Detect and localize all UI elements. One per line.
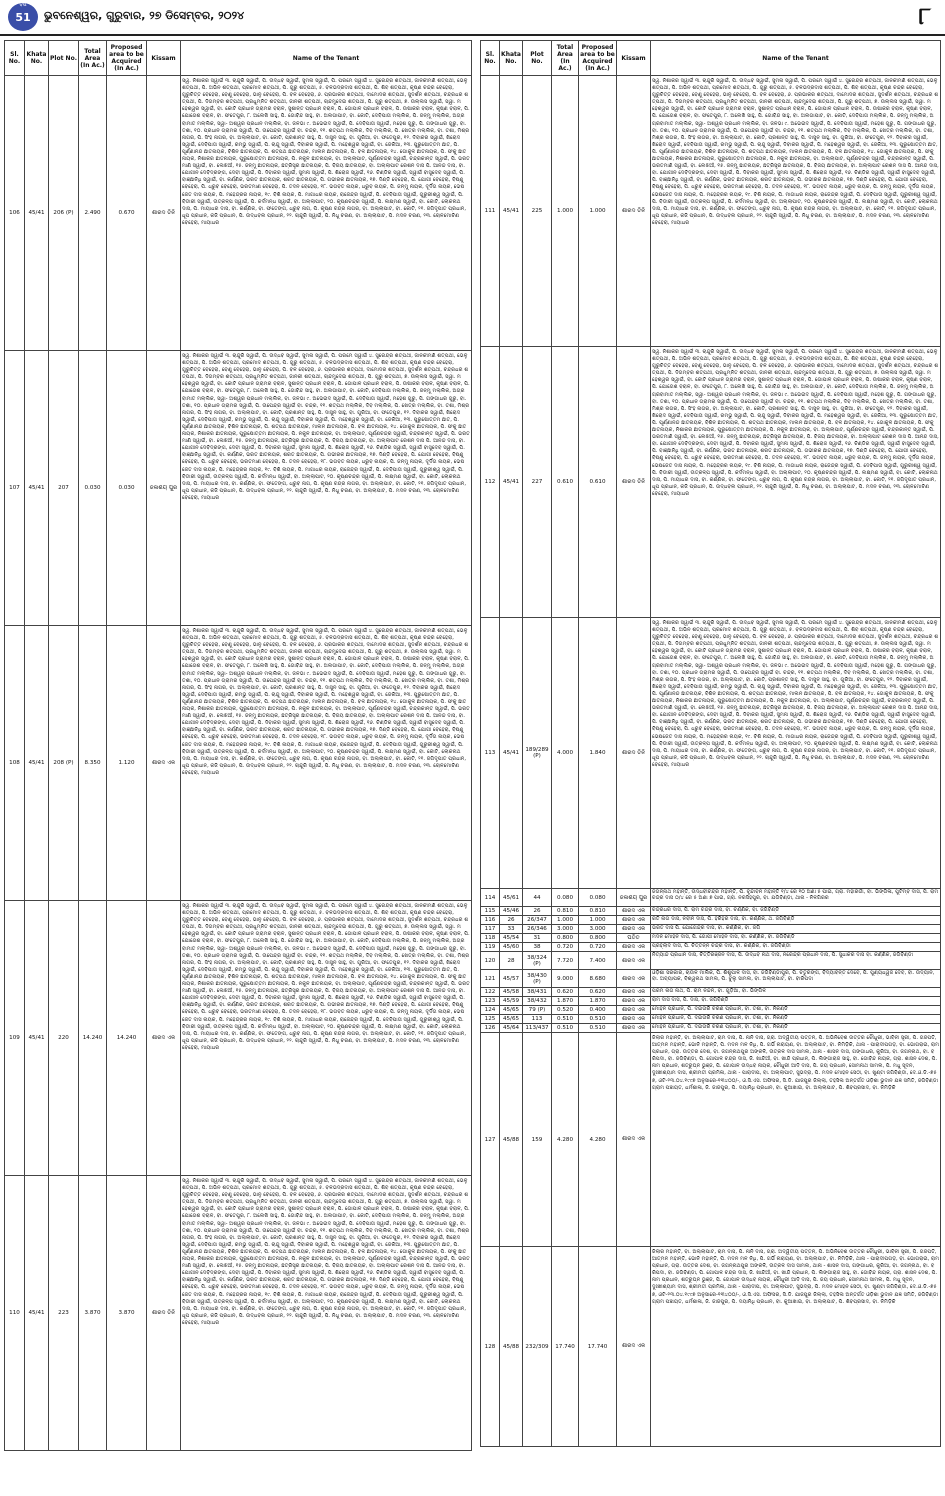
cell-total-area: 4.280 — [552, 1033, 579, 1247]
left-table-header — [5, 41, 472, 76]
table-row — [481, 952, 941, 970]
cell-sl: 111 — [481, 76, 500, 347]
cell-plot: 159 — [523, 1033, 552, 1247]
cell-khata: 33 — [500, 925, 523, 934]
table-row — [481, 1247, 941, 1447]
col-khata: Khata No. — [25, 41, 49, 76]
cell-proposed-area: 3.000 — [579, 925, 617, 934]
cell-sl: 123 — [481, 997, 500, 1006]
cell-sl: 109 — [5, 901, 25, 1176]
table-row — [481, 907, 941, 916]
cell-proposed-area: 4.280 — [579, 1033, 617, 1247]
table-row — [481, 1006, 941, 1015]
cell-proposed-area: 1.000 — [579, 916, 617, 925]
col-khata: Khata No. — [500, 41, 523, 76]
cell-tenant: ସ୍ୱ. ନିଶାକର ସ୍ୱାଇଁ ୩. ଚାନ୍ଦୁରି ସ୍ୱାଇଁ, ପି. ଉଦ୍ଧବ ସ୍ୱାଇଁ, ସୁମନା ସ୍ୱାଇଁ, ପି. ପରମେ ସ୍ୱାଇଁ ୪. ସୁରେନ୍ଦ୍ର ଶତ୍ପଥୀ, ଜାନକୀମଣି ଶତ୍ପଥୀ, ଭେଳୁ ଶତ୍ପଥୀ, ପି. ଅଭିନ ଶତ୍ପଥୀ, ପ୍ରମୋଦ ଶତ୍ପଥୀ, ପି. ଗୁରୁ ଶତ୍ପଥୀ, ୫. ବଳଭଦ୍ରଦାସ ଶତ୍ପଥୀ, ପି. ଶିବ ଶତ୍ପଥୀ, କୃଷ୍ଣ ଚନ୍ଦ୍ର ବେହେରା, ଗୁରୁଚିତ୍ତ ବେହେରା, ବେଣୁ ବେହେରା, ଭାନୁ ବେହେରା, ପି. ବଳ ବେହେରା, ୬. ପ୍ରଭାକର ଶତ୍ପଥୀ, ଦାମୋଦର ଶତ୍ପଥୀ, ସୁଦର୍ଶନ ଶତ୍ପଥୀ, ଚନ୍ଦ୍ରଧର ଶତ୍ପଥୀ, ପି. ଦିଗମ୍ବର ଶତ୍ପଥୀ, ପ୍ରଧୁମ୍ନିତ ଶତ୍ପଥୀ, ଜାନକୀ ଶତ୍ପଥୀ, ଚାନ୍ଦମୁଦେଇ ଶତ୍ପଥୀ, ପି. ଗୁରୁ ଶତ୍ପଥୀ, ୭. ଉଲ୍ଲସ ସ୍ୱାଇଁ, ସ୍ୱା. ମହେଶ୍ୱର ସ୍ୱାଇଁ, ବା. କୋଟି ପ୍ରଧାନ ଗ୍ରାମର ବରାଳ, ସୁଶାନ୍ତ ପ୍ରଧାନ ବରାଳ, ପି. ଗୋପାଳ ପ୍ରଧାନ ବରାଳ, ପି. ଉଷାକର ବରାଳ, କୃଷ୍ଣ ବରାଳ, ପି. ଯୋଗେଶ ବରାଳ, ବା. ଫତେପୁର, ୮. ଅଲେଖି ସାହୁ, ପି. ଗୋବିନ୍ଦ ସାହୁ, ବା. ଅଲଗାପାଟ, ବା. କୋଟି, ଦେବିପାତା ମଲ୍ଲିକ, ପି. ଜନ୍ମୁ ମଲ୍ଲିକ, ଅଗ୍ରବାମାତ ମଲ୍ଲିକ, ସ୍ୱା- ଅଶ୍ୱର ପ୍ରଧାନ ମଲ୍ଲିକ, ବା. ଜଳଭା ୯. ଅଭେଇଦ ସ୍ୱାଇଁ, ପି. ଦେବିପାତା ସ୍ୱାଇଁ, ମହେଶ ଗୁରୁ, ପି. ଗଙ୍ଗାଧର ଗୁରୁ, ବା. ତଶା, ୧୦. ପ୍ରଧାନ ଗ୍ରାମର ସ୍ୱାଇଁ, ପି. ଉପେନ୍ଦ୍ର ସ୍ୱାଇଁ ବା. ଚନ୍ଦ୍ର, ୧୧. ଶତ୍ପଥ ମଲ୍ଲିକ, ଦିବ ମଲ୍ଲିକ, ପି. ଖେତ୍ର ମଲ୍ଲିକ, ବା. ତଶା, ମିଶ୍ର ନାଗର, ପି. ସିଂହ ନାଗର, ବା. ଅଲ୍ଲାପାଟ, ବା. କୋଟି, ପ୍ରଶାନ୍ତ ସାହୁ, ପି. ଦାସୁନ ସାହୁ, ବା. ଗୁରିଆ, ବା. ଫତେପୁର, ୧୨. ଦିବାକର ସ୍ୱାଇଁ, ଖିରୋଦ ସ୍ୱାଇଁ, ଦେବିପାତା ସ୍ୱାଇଁ, ରମ୍ଭୁ ସ୍ୱାଇଁ, ପି. ଚାନ୍ଦୁ ସ୍ୱାଇଁ, ଦିବାକର ସ୍ୱାଇଁ, ପି. ମହେଶ୍ୱର ସ୍ୱାଇଁ, ବା. ଜେକିଆ, ୧୩. ପୁରୁଷୋତ୍ତମ ଛାତ, ପି. ପୂର୍ଣ୍ଣାନନ୍ଦ ଛାତନାୟକ, ବିଶିନ ଛାତନାୟକ, ପି. ଶତ୍ପଥ ଛାତନାୟକ, ମାଲନ ଛାତନାୟକ, ପି. ବଳ ଛାତନାୟକ, ୧୪. ଗୋକୁଳ ଛାତନାୟକ, ପି. ଫକୁ ଛାତନାୟକ, ନିଶାକର ଛାତନାୟକ, ପୁରୁଷୋତ୍ତମ ଛାତନାୟକ, ପି. ନକୁଳ ଛାତନାୟକ, ବା. ଅଲ୍ଲାପାଟ, ପୂର୍ଣ୍ଣଚନ୍ଦ୍ର ସ୍ୱାଇଁ, ଚନ୍ଦ୍ରକାନ୍ତ ସ୍ୱାଇଁ, ପି. ଭରତମାଣି ସ୍ୱାଇଁ, ବା. ଲେଝିଆଁ, ୧୫. ଜନ୍ମୁ ଛାତନାୟକ, ଛତ୍ରିସ୍ତ୍ର ଛାତନାୟକ, ପି. ବିଜୟ ଛାତନାୟକ, ବା. ଅଲ୍ଲାପାଟ ରେଶନ ଦାସ ପି. ଆନନ୍ଦ ଦାସ, ବା. ଯୋଗୀନ ଦେବିଦ୍ରଙ୍ଗ, ଦେବୀ ସ୍ୱାଇଁ, ପି. ଦିବାକର ସ୍ୱାଇଁ, ସୁମନା ସ୍ୱାଇଁ, ପି. ଶିରୋଜ ସ୍ୱାଇଁ, ୧୬. ଚିଣ୍ଡିର ସ୍ୱାଇଁ, ସ୍ୱାଇଁ ବାସୁଦେବ ସ୍ୱାଇଁ, ପି. ବାଞ୍ଛାନିଧି ସ୍ୱାଇଁ, ବା. କର୍ଣ୍ଣିକ, ଭରତ ଛାତନାୟକ, ଶରତ ଛାତନାୟକ, ପି. ଗଭୀରକ ଛାତନାୟକ, ୧୭. ଦିଣ୍ଡି ବେହେରା, ପି. ଯୋଗୀ ବେହେରା, ବିଷ୍ଣୁ ବେହେରା, ପି. ଧ୍ରୁବ ବେହେରା, ଭରତମାଣ ବେହେରା, ପି. ତଦନ ବେହେରା, ୧୮. ଭଗବତ ନାୟକ, ଧ୍ରୁବ ନାୟକ, ପି. ଜନ୍ମୁ ନାୟକ, ଦୂର୍ଦିଗ ନାୟକ, ଭେଷଜେତ ଦାସ ନାୟକ, ପି. ମହେନ୍ଦ୍ରର ନାୟକ, ୧୯. ବିଶି ନାୟକ, ପି. ମାଗାଧର ନାୟକ, ରାଜେନ୍ଦ୍ର ସ୍ୱାଇଁ, ପି. ଦେବିପାତା ସ୍ୱାଇଁ, ଗୁରୁରୀଶ୍ୱ ସ୍ୱାଇଁ, ପି. ବିଡାରୀ ସ୍ୱାଇଁ, ଉତ୍କଳ୍ପ ସ୍ୱାଇଁ, ପି. କର୍ଦମନ୍ଧ ସ୍ୱାଇଁ, ବା. ଅଲ୍ଲାପାଟ, ୨୦. କୃଷ୍ଣଚନ୍ଦ୍ର ସ୍ୱାଇଁ, ପି. ଲକ୍ଷ୍ମଣ ସ୍ୱାଇଁ, ବା. କୋଟି, ଲୋକନାଥ ଦାସ, ପି. ମାୟାଧର ଦାସ, ବା. କର୍ଣ୍ଣିକ, ବା. ଫତେଙ୍ଗ, ଧ୍ରୁବ ନାଗ, ପି. କୃଷ୍ଣ ଚନ୍ଦ୍ର ନାଗର, ବା. ଅଲ୍ଲାପାଟ, ବା. କୋଟି, ୨୧. ଜଗିଦୃପାତ ପ୍ରଧାନ, ଧୂପ ପ୍ରଧାନ, କଜି ପ୍ରଧାନ, ପି. ଉଦ୍ଧବଲ ପ୍ରଧାନ, ୨୨. ଚାନ୍ଦୁରି ସ୍ୱାଇଁ, ପି. ନିଧୁ ଚରଣ, ବା. ଅଲ୍ଲାପାଟ, ପି. ମଦନ ଚରଣ, ୨୩. ଚୋଳମୋଚିଣ ବେହେରା, ମାୟାଧର — [181, 1176, 472, 1451]
cell-total-area: 0.510 — [552, 1015, 579, 1024]
cell-total-area: 0.620 — [552, 988, 579, 997]
cell-tenant: ମୋହନ ପ୍ରଧାନ, ପି. ଦଇତାରି ଚରଣ ପ୍ରଧାନ, ବା. ତଶା, ବା. ନିକଣ୍ଡି — [651, 1006, 941, 1015]
cell-sl: 126 — [481, 1024, 500, 1033]
table-row — [481, 916, 941, 925]
cell-khata: 45/58 — [500, 988, 523, 997]
table-row — [481, 1033, 941, 1247]
cell-tenant: ରତି ନାଗ ଦାସ, ନବୀନ ଦାସ, ପି. ହରିହର ଦାସ, ବା. କର୍ଣ୍ଣିକ, ଥ. ଜଗିବିଣ୍ଡି — [651, 916, 941, 925]
col-kissam: Kissam — [147, 41, 181, 76]
cell-proposed-area: 0.510 — [579, 1015, 617, 1024]
cell-plot: 26/346 — [523, 925, 552, 934]
cell-total-area: 2.490 — [79, 76, 107, 351]
table-row — [5, 351, 472, 626]
cell-plot: 38/430 (P) — [523, 970, 552, 988]
cell-kissam: ଶାରଦ ଏକ — [617, 925, 651, 934]
cell-plot: 38/432 — [523, 997, 552, 1006]
cell-proposed-area: 8.680 — [579, 970, 617, 988]
cell-tenant: ମୋହନ ପ୍ରଧାନ, ପି. ଦଇତାରି ଚରଣ ପ୍ରଧାନ, ବା. ତଶା, ବା. ନିକଣ୍ଡି — [651, 1015, 941, 1024]
cell-total-area: 4.000 — [552, 618, 579, 889]
logo-label: ବର୍ଷ — [19, 2, 27, 8]
col-proposed-area: Proposed area to be Acquired (In Ac.) — [579, 41, 617, 76]
cell-kissam: ଶାରଦ ଏକ — [617, 943, 651, 952]
right-table-header — [481, 41, 941, 76]
table-row — [481, 1015, 941, 1024]
cell-sl: 115 — [481, 907, 500, 916]
cell-khata: 45/64 — [500, 1024, 523, 1033]
cell-proposed-area: 1.120 — [107, 626, 147, 901]
cell-total-area: 9.000 — [552, 970, 579, 988]
cell-plot: 38 — [523, 943, 552, 952]
cell-khata: 45/41 — [25, 351, 49, 626]
cell-total-area: 0.610 — [552, 347, 579, 618]
cell-sl: 119 — [481, 943, 500, 952]
cell-kissam: ଜଳାଶୟ ପୁର — [147, 351, 181, 626]
left-column — [4, 40, 472, 1451]
cell-sl: 118 — [481, 934, 500, 943]
cell-sl: 108 — [5, 626, 25, 901]
cell-tenant: ନିତ୍ୟାନ୍ଦ ପ୍ରଧାନ ଦାସ, ଚିତ୍ତିରଞ୍ଜନ ଦାସ, ପି. ଉଦ୍ଧବ ନାଥ ଦାସ, ନରେନ୍ଦ୍ର ପ୍ରଧାନ ଦାସ, ପି. ସୁଧାକର ଦାସ ବା. କର୍ଣ୍ଣିକ, ଜଗିବିଣ୍ଡା — [651, 952, 941, 970]
cell-tenant: ପରମ ନାଗ ନାଥ, ପି. ରାମ ନନ୍ଦନ, ବା. ଗୁଡ଼ିଆ, ବା. ଭିଙ୍ଗିଳ — [651, 988, 941, 997]
cell-total-area: 7.720 — [552, 952, 579, 970]
cell-kissam: ଶାରଦ ଏକ — [617, 952, 651, 970]
cell-kissam: ଶାରଦ ତିନି — [617, 76, 651, 347]
cell-khata: 45/60 — [500, 943, 523, 952]
cell-sl: 110 — [5, 1176, 25, 1451]
table-row — [481, 1024, 941, 1033]
cell-sl: 114 — [481, 889, 500, 907]
cell-total-area: 0.720 — [552, 943, 579, 952]
cell-total-area: 3.870 — [79, 1176, 107, 1451]
left-table — [4, 40, 472, 1451]
cell-kissam: ଶାରଦ ଏକ — [617, 1247, 651, 1447]
cell-kissam: ଶାରଦ ଏକ — [617, 997, 651, 1006]
cell-plot: 113 — [523, 1015, 552, 1024]
table-row — [481, 934, 941, 943]
cell-proposed-area: 3.870 — [107, 1176, 147, 1451]
cell-khata: 45/41 — [500, 347, 523, 618]
col-plot: Plot No. — [49, 41, 79, 76]
col-tenant: Name of the Tenant — [181, 41, 472, 76]
cell-khata: 45/59 — [500, 997, 523, 1006]
cell-kissam: ଶାରଦ ଏକ — [617, 988, 651, 997]
cell-khata: 28 — [500, 952, 523, 970]
table-row — [5, 1176, 472, 1451]
cell-tenant: ଚନ୍ଦ୍ରଧର ଦାସ, ପି. ରାମ ଚନ୍ଦ୍ର ଦାସ, ବା. ଚର୍ଣ୍ଣିକ, ବା. ଜଗିବିଣ୍ଡି — [651, 907, 941, 916]
cell-proposed-area: 0.620 — [579, 988, 617, 997]
cell-plot: 44 — [523, 889, 552, 907]
cell-khata: 45/41 — [25, 901, 49, 1176]
table-row — [5, 76, 472, 351]
cell-kissam: ଶାରଦ ତିନି — [617, 618, 651, 889]
cell-proposed-area: 0.610 — [579, 347, 617, 618]
cell-total-area: 0.080 — [552, 889, 579, 907]
table-row — [481, 889, 941, 907]
cell-total-area: 1.000 — [552, 916, 579, 925]
cell-tenant: ସ୍ୱ. ନିଶାକର ସ୍ୱାଇଁ ୩. ଚାନ୍ଦୁରି ସ୍ୱାଇଁ, ପି. ଉଦ୍ଧବ ସ୍ୱାଇଁ, ସୁମନା ସ୍ୱାଇଁ, ପି. ପରମେ ସ୍ୱାଇଁ ୪. ସୁରେନ୍ଦ୍ର ଶତ୍ପଥୀ, ଜାନକୀମଣି ଶତ୍ପଥୀ, ଭେଳୁ ଶତ୍ପଥୀ, ପି. ଅଭିନ ଶତ୍ପଥୀ, ପ୍ରମୋଦ ଶତ୍ପଥୀ, ପି. ଗୁରୁ ଶତ୍ପଥୀ, ୫. ବଳଭଦ୍ରଦାସ ଶତ୍ପଥୀ, ପି. ଶିବ ଶତ୍ପଥୀ, କୃଷ୍ଣ ଚନ୍ଦ୍ର ବେହେରା, ଗୁରୁଚିତ୍ତ ବେହେରା, ବେଣୁ ବେହେରା, ଭାନୁ ବେହେରା, ପି. ବଳ ବେହେରା, ୬. ପ୍ରଭାକର ଶତ୍ପଥୀ, ଦାମୋଦର ଶତ୍ପଥୀ, ସୁଦର୍ଶନ ଶତ୍ପଥୀ, ଚନ୍ଦ୍ରଧର ଶତ୍ପଥୀ, ପି. ଦିଗମ୍ବର ଶତ୍ପଥୀ, ପ୍ରଧୁମ୍ନିତ ଶତ୍ପଥୀ, ଜାନକୀ ଶତ୍ପଥୀ, ଚାନ୍ଦମୁଦେଇ ଶତ୍ପଥୀ, ପି. ଗୁରୁ ଶତ୍ପଥୀ, ୭. ଉଲ୍ଲସ ସ୍ୱାଇଁ, ସ୍ୱା. ମହେଶ୍ୱର ସ୍ୱାଇଁ, ବା. କୋଟି ପ୍ରଧାନ ଗ୍ରାମର ବରାଳ, ସୁଶାନ୍ତ ପ୍ରଧାନ ବରାଳ, ପି. ଗୋପାଳ ପ୍ରଧାନ ବରାଳ, ପି. ଉଷାକର ବରାଳ, କୃଷ୍ଣ ବରାଳ, ପି. ଯୋଗେଶ ବରାଳ, ବା. ଫତେପୁର, ୮. ଅଲେଖି ସାହୁ, ପି. ଗୋବିନ୍ଦ ସାହୁ, ବା. ଅଲଗାପାଟ, ବା. କୋଟି, ଦେବିପାତା ମଲ୍ଲିକ, ପି. ଜନ୍ମୁ ମଲ୍ଲିକ, ଅଗ୍ରବାମାତ ମଲ୍ଲିକ, ସ୍ୱା- ଅଶ୍ୱର ପ୍ରଧାନ ମଲ୍ଲିକ, ବା. ଜଳଭା ୯. ଅଭେଇଦ ସ୍ୱାଇଁ, ପି. ଦେବିପାତା ସ୍ୱାଇଁ, ମହେଶ ଗୁରୁ, ପି. ଗଙ୍ଗାଧର ଗୁରୁ, ବା. ତଶା, ୧୦. ପ୍ରଧାନ ଗ୍ରାମର ସ୍ୱାଇଁ, ପି. ଉପେନ୍ଦ୍ର ସ୍ୱାଇଁ ବା. ଚନ୍ଦ୍ର, ୧୧. ଶତ୍ପଥ ମଲ୍ଲିକ, ଦିବ ମଲ୍ଲିକ, ପି. ଖେତ୍ର ମଲ୍ଲିକ, ବା. ତଶା, ମିଶ୍ର ନାଗର, ପି. ସିଂହ ନାଗର, ବା. ଅଲ୍ଲାପାଟ, ବା. କୋଟି, ପ୍ରଶାନ୍ତ ସାହୁ, ପି. ଦାସୁନ ସାହୁ, ବା. ଗୁରିଆ, ବା. ଫତେପୁର, ୧୨. ଦିବାକର ସ୍ୱାଇଁ, ଖିରୋଦ ସ୍ୱାଇଁ, ଦେବିପାତା ସ୍ୱାଇଁ, ରମ୍ଭୁ ସ୍ୱାଇଁ, ପି. ଚାନ୍ଦୁ ସ୍ୱାଇଁ, ଦିବାକର ସ୍ୱାଇଁ, ପି. ମହେଶ୍ୱର ସ୍ୱାଇଁ, ବା. ଜେକିଆ, ୧୩. ପୁରୁଷୋତ୍ତମ ଛାତ, ପି. ପୂର୍ଣ୍ଣାନନ୍ଦ ଛାତନାୟକ, ବିଶିନ ଛାତନାୟକ, ପି. ଶତ୍ପଥ ଛାତନାୟକ, ମାଲନ ଛାତନାୟକ, ପି. ବଳ ଛାତନାୟକ, ୧୪. ଗୋକୁଳ ଛାତନାୟକ, ପି. ଫକୁ ଛାତନାୟକ, ନିଶାକର ଛାତନାୟକ, ପୁରୁଷୋତ୍ତମ ଛାତନାୟକ, ପି. ନକୁଳ ଛାତନାୟକ, ବା. ଅଲ୍ଲାପାଟ, ପୂର୍ଣ୍ଣଚନ୍ଦ୍ର ସ୍ୱାଇଁ, ଚନ୍ଦ୍ରକାନ୍ତ ସ୍ୱାଇଁ, ପି. ଭରତମାଣି ସ୍ୱାଇଁ, ବା. ଲେଝିଆଁ, ୧୫. ଜନ୍ମୁ ଛାତନାୟକ, ଛତ୍ରିସ୍ତ୍ର ଛାତନାୟକ, ପି. ବିଜୟ ଛାତନାୟକ, ବା. ଅଲ୍ଲାପାଟ ରେଶନ ଦାସ ପି. ଆନନ୍ଦ ଦାସ, ବା. ଯୋଗୀନ ଦେବିଦ୍ରଙ୍ଗ, ଦେବୀ ସ୍ୱାଇଁ, ପି. ଦିବାକର ସ୍ୱାଇଁ, ସୁମନା ସ୍ୱାଇଁ, ପି. ଶିରୋଜ ସ୍ୱାଇଁ, ୧୬. ଚିଣ୍ଡିର ସ୍ୱାଇଁ, ସ୍ୱାଇଁ ବାସୁଦେବ ସ୍ୱାଇଁ, ପି. ବାଞ୍ଛାନିଧି ସ୍ୱାଇଁ, ବା. କର୍ଣ୍ଣିକ, ଭରତ ଛାତନାୟକ, ଶରତ ଛାତନାୟକ, ପି. ଗଭୀରକ ଛାତନାୟକ, ୧୭. ଦିଣ୍ଡି ବେହେରା, ପି. ଯୋଗୀ ବେହେରା, ବିଷ୍ଣୁ ବେହେରା, ପି. ଧ୍ରୁବ ବେହେରା, ଭରତମାଣ ବେହେରା, ପି. ତଦନ ବେହେରା, ୧୮. ଭଗବତ ନାୟକ, ଧ୍ରୁବ ନାୟକ, ପି. ଜନ୍ମୁ ନାୟକ, ଦୂର୍ଦିଗ ନାୟକ, ଭେଷଜେତ ଦାସ ନାୟକ, ପି. ମହେନ୍ଦ୍ରର ନାୟକ, ୧୯. ବିଶି ନାୟକ, ପି. ମାଗାଧର ନାୟକ, ରାଜେନ୍ଦ୍ର ସ୍ୱାଇଁ, ପି. ଦେବିପାତା ସ୍ୱାଇଁ, ଗୁରୁରୀଶ୍ୱ ସ୍ୱାଇଁ, ପି. ବିଡାରୀ ସ୍ୱାଇଁ, ଉତ୍କଳ୍ପ ସ୍ୱାଇଁ, ପି. କର୍ଦମନ୍ଧ ସ୍ୱାଇଁ, ବା. ଅଲ୍ଲାପାଟ, ୨୦. କୃଷ୍ଣଚନ୍ଦ୍ର ସ୍ୱାଇଁ, ପି. ଲକ୍ଷ୍ମଣ ସ୍ୱାଇଁ, ବା. କୋଟି, ଲୋକନାଥ ଦାସ, ପି. ମାୟାଧର ଦାସ, ବା. କର୍ଣ୍ଣିକ, ବା. ଫତେଙ୍ଗ, ଧ୍ରୁବ ନାଗ, ପି. କୃଷ୍ଣ ଚନ୍ଦ୍ର ନାଗର, ବା. ଅଲ୍ଲାପାଟ, ବା. କୋଟି, ୨୧. ଜଗିଦୃପାତ ପ୍ରଧାନ, ଧୂପ ପ୍ରଧାନ, କଜି ପ୍ରଧାନ, ପି. ଉଦ୍ଧବଲ ପ୍ରଧାନ, ୨୨. ଚାନ୍ଦୁରି ସ୍ୱାଇଁ, ପି. ନିଧୁ ଚରଣ, ବା. ଅଲ୍ଲାପାଟ, ପି. ମଦନ ଚରଣ, ୨୩. ଚୋଳମୋଚିଣ ବେହେରା, ମାୟାଧର — [651, 347, 941, 618]
col-total-area: Total Area (In Ac.) — [552, 41, 579, 76]
cell-sl: 127 — [481, 1033, 500, 1247]
cell-kissam: ଶାରଦ ଏକ — [617, 1024, 651, 1033]
cell-proposed-area: 0.800 — [579, 934, 617, 943]
right-table — [480, 40, 941, 1447]
cell-plot: 208 (P) — [49, 626, 79, 901]
table-row — [481, 970, 941, 988]
cell-khata: 45/41 — [500, 618, 523, 889]
cell-kissam: ଶାରଦ ଏକ — [147, 626, 181, 901]
cell-plot: 225 — [523, 76, 552, 347]
cell-sl: 113 — [481, 618, 500, 889]
cell-khata: 45/41 — [500, 76, 523, 347]
cell-tenant: ସ୍ୱ. ନିଶାକର ସ୍ୱାଇଁ ୩. ଚାନ୍ଦୁରି ସ୍ୱାଇଁ, ପି. ଉଦ୍ଧବ ସ୍ୱାଇଁ, ସୁମନା ସ୍ୱାଇଁ, ପି. ପରମେ ସ୍ୱାଇଁ ୪. ସୁରେନ୍ଦ୍ର ଶତ୍ପଥୀ, ଜାନକୀମଣି ଶତ୍ପଥୀ, ଭେଳୁ ଶତ୍ପଥୀ, ପି. ଅଭିନ ଶତ୍ପଥୀ, ପ୍ରମୋଦ ଶତ୍ପଥୀ, ପି. ଗୁରୁ ଶତ୍ପଥୀ, ୫. ବଳଭଦ୍ରଦାସ ଶତ୍ପଥୀ, ପି. ଶିବ ଶତ୍ପଥୀ, କୃଷ୍ଣ ଚନ୍ଦ୍ର ବେହେରା, ଗୁରୁଚିତ୍ତ ବେହେରା, ବେଣୁ ବେହେରା, ଭାନୁ ବେହେରା, ପି. ବଳ ବେହେରା, ୬. ପ୍ରଭାକର ଶତ୍ପଥୀ, ଦାମୋଦର ଶତ୍ପଥୀ, ସୁଦର୍ଶନ ଶତ୍ପଥୀ, ଚନ୍ଦ୍ରଧର ଶତ୍ପଥୀ, ପି. ଦିଗମ୍ବର ଶତ୍ପଥୀ, ପ୍ରଧୁମ୍ନିତ ଶତ୍ପଥୀ, ଜାନକୀ ଶତ୍ପଥୀ, ଚାନ୍ଦମୁଦେଇ ଶତ୍ପଥୀ, ପି. ଗୁରୁ ଶତ୍ପଥୀ, ୭. ଉଲ୍ଲସ ସ୍ୱାଇଁ, ସ୍ୱା. ମହେଶ୍ୱର ସ୍ୱାଇଁ, ବା. କୋଟି ପ୍ରଧାନ ଗ୍ରାମର ବରାଳ, ସୁଶାନ୍ତ ପ୍ରଧାନ ବରାଳ, ପି. ଗୋପାଳ ପ୍ରଧାନ ବରାଳ, ପି. ଉଷାକର ବରାଳ, କୃଷ୍ଣ ବରାଳ, ପି. ଯୋଗେଶ ବରାଳ, ବା. ଫତେପୁର, ୮. ଅଲେଖି ସାହୁ, ପି. ଗୋବିନ୍ଦ ସାହୁ, ବା. ଅଲଗାପାଟ, ବା. କୋଟି, ଦେବିପାତା ମଲ୍ଲିକ, ପି. ଜନ୍ମୁ ମଲ୍ଲିକ, ଅଗ୍ରବାମାତ ମଲ୍ଲିକ, ସ୍ୱା- ଅଶ୍ୱର ପ୍ରଧାନ ମଲ୍ଲିକ, ବା. ଜଳଭା ୯. ଅଭେଇଦ ସ୍ୱାଇଁ, ପି. ଦେବିପାତା ସ୍ୱାଇଁ, ମହେଶ ଗୁରୁ, ପି. ଗଙ୍ଗାଧର ଗୁରୁ, ବା. ତଶା, ୧୦. ପ୍ରଧାନ ଗ୍ରାମର ସ୍ୱାଇଁ, ପି. ଉପେନ୍ଦ୍ର ସ୍ୱାଇଁ ବା. ଚନ୍ଦ୍ର, ୧୧. ଶତ୍ପଥ ମଲ୍ଲିକ, ଦିବ ମଲ୍ଲିକ, ପି. ଖେତ୍ର ମଲ୍ଲିକ, ବା. ତଶା, ମିଶ୍ର ନାଗର, ପି. ସିଂହ ନାଗର, ବା. ଅଲ୍ଲାପାଟ, ବା. କୋଟି, ପ୍ରଶାନ୍ତ ସାହୁ, ପି. ଦାସୁନ ସାହୁ, ବା. ଗୁରିଆ, ବା. ଫତେପୁର, ୧୨. ଦିବାକର ସ୍ୱାଇଁ, ଖିରୋଦ ସ୍ୱାଇଁ, ଦେବିପାତା ସ୍ୱାଇଁ, ରମ୍ଭୁ ସ୍ୱାଇଁ, ପି. ଚାନ୍ଦୁ ସ୍ୱାଇଁ, ଦିବାକର ସ୍ୱାଇଁ, ପି. ମହେଶ୍ୱର ସ୍ୱାଇଁ, ବା. ଜେକିଆ, ୧୩. ପୁରୁଷୋତ୍ତମ ଛାତ, ପି. ପୂର୍ଣ୍ଣାନନ୍ଦ ଛାତନାୟକ, ବିଶିନ ଛାତନାୟକ, ପି. ଶତ୍ପଥ ଛାତନାୟକ, ମାଲନ ଛାତନାୟକ, ପି. ବଳ ଛାତନାୟକ, ୧୪. ଗୋକୁଳ ଛାତନାୟକ, ପି. ଫକୁ ଛାତନାୟକ, ନିଶାକର ଛାତନାୟକ, ପୁରୁଷୋତ୍ତମ ଛାତନାୟକ, ପି. ନକୁଳ ଛାତନାୟକ, ବା. ଅଲ୍ଲାପାଟ, ପୂର୍ଣ୍ଣଚନ୍ଦ୍ର ସ୍ୱାଇଁ, ଚନ୍ଦ୍ରକାନ୍ତ ସ୍ୱାଇଁ, ପି. ଭରତମାଣି ସ୍ୱାଇଁ, ବା. ଲେଝିଆଁ, ୧୫. ଜନ୍ମୁ ଛାତନାୟକ, ଛତ୍ରିସ୍ତ୍ର ଛାତନାୟକ, ପି. ବିଜୟ ଛାତନାୟକ, ବା. ଅଲ୍ଲାପାଟ ରେଶନ ଦାସ ପି. ଆନନ୍ଦ ଦାସ, ବା. ଯୋଗୀନ ଦେବିଦ୍ରଙ୍ଗ, ଦେବୀ ସ୍ୱାଇଁ, ପି. ଦିବାକର ସ୍ୱାଇଁ, ସୁମନା ସ୍ୱାଇଁ, ପି. ଶିରୋଜ ସ୍ୱାଇଁ, ୧୬. ଚିଣ୍ଡିର ସ୍ୱାଇଁ, ସ୍ୱାଇଁ ବାସୁଦେବ ସ୍ୱାଇଁ, ପି. ବାଞ୍ଛାନିଧି ସ୍ୱାଇଁ, ବା. କର୍ଣ୍ଣିକ, ଭରତ ଛାତନାୟକ, ଶରତ ଛାତନାୟକ, ପି. ଗଭୀରକ ଛାତନାୟକ, ୧୭. ଦିଣ୍ଡି ବେହେରା, ପି. ଯୋଗୀ ବେହେରା, ବିଷ୍ଣୁ ବେହେରା, ପି. ଧ୍ରୁବ ବେହେରା, ଭରତମାଣ ବେହେରା, ପି. ତଦନ ବେହେରା, ୧୮. ଭଗବତ ନାୟକ, ଧ୍ରୁବ ନାୟକ, ପି. ଜନ୍ମୁ ନାୟକ, ଦୂର୍ଦିଗ ନାୟକ, ଭେଷଜେତ ଦାସ ନାୟକ, ପି. ମହେନ୍ଦ୍ରର ନାୟକ, ୧୯. ବିଶି ନାୟକ, ପି. ମାଗାଧର ନାୟକ, ରାଜେନ୍ଦ୍ର ସ୍ୱାଇଁ, ପି. ଦେବିପାତା ସ୍ୱାଇଁ, ଗୁରୁରୀଶ୍ୱ ସ୍ୱାଇଁ, ପି. ବିଡାରୀ ସ୍ୱାଇଁ, ଉତ୍କଳ୍ପ ସ୍ୱାଇଁ, ପି. କର୍ଦମନ୍ଧ ସ୍ୱାଇଁ, ବା. ଅଲ୍ଲାପାଟ, ୨୦. କୃଷ୍ଣଚନ୍ଦ୍ର ସ୍ୱାଇଁ, ପି. ଲକ୍ଷ୍ମଣ ସ୍ୱାଇଁ, ବା. କୋଟି, ଲୋକନାଥ ଦାସ, ପି. ମାୟାଧର ଦାସ, ବା. କର୍ଣ୍ଣିକ, ବା. ଫତେଙ୍ଗ, ଧ୍ରୁବ ନାଗ, ପି. କୃଷ୍ଣ ଚନ୍ଦ୍ର ନାଗର, ବା. ଅଲ୍ଲାପାଟ, ବା. କୋଟି, ୨୧. ଜଗିଦୃପାତ ପ୍ରଧାନ, ଧୂପ ପ୍ରଧାନ, କଜି ପ୍ରଧାନ, ପି. ଉଦ୍ଧବଲ ପ୍ରଧାନ, ୨୨. ଚାନ୍ଦୁରି ସ୍ୱାଇଁ, ପି. ନିଧୁ ଚରଣ, ବା. ଅଲ୍ଲାପାଟ, ପି. ମଦନ ଚରଣ, ୨୩. ଚୋଳମୋଚିଣ ବେହେରା, ମାୟାଧର — [651, 618, 941, 889]
col-sl: Sl. No. — [5, 41, 25, 76]
cell-tenant: ସ୍ୱ. ନିଶାକର ସ୍ୱାଇଁ ୩. ଚାନ୍ଦୁରି ସ୍ୱାଇଁ, ପି. ଉଦ୍ଧବ ସ୍ୱାଇଁ, ସୁମନା ସ୍ୱାଇଁ, ପି. ପରମେ ସ୍ୱାଇଁ ୪. ସୁରେନ୍ଦ୍ର ଶତ୍ପଥୀ, ଜାନକୀମଣି ଶତ୍ପଥୀ, ଭେଳୁ ଶତ୍ପଥୀ, ପି. ଅଭିନ ଶତ୍ପଥୀ, ପ୍ରମୋଦ ଶତ୍ପଥୀ, ପି. ଗୁରୁ ଶତ୍ପଥୀ, ୫. ବଳଭଦ୍ରଦାସ ଶତ୍ପଥୀ, ପି. ଶିବ ଶତ୍ପଥୀ, କୃଷ୍ଣ ଚନ୍ଦ୍ର ବେହେରା, ଗୁରୁଚିତ୍ତ ବେହେରା, ବେଣୁ ବେହେରା, ଭାନୁ ବେହେରା, ପି. ବଳ ବେହେରା, ୬. ପ୍ରଭାକର ଶତ୍ପଥୀ, ଦାମୋଦର ଶତ୍ପଥୀ, ସୁଦର୍ଶନ ଶତ୍ପଥୀ, ଚନ୍ଦ୍ରଧର ଶତ୍ପଥୀ, ପି. ଦିଗମ୍ବର ଶତ୍ପଥୀ, ପ୍ରଧୁମ୍ନିତ ଶତ୍ପଥୀ, ଜାନକୀ ଶତ୍ପଥୀ, ଚାନ୍ଦମୁଦେଇ ଶତ୍ପଥୀ, ପି. ଗୁରୁ ଶତ୍ପଥୀ, ୭. ଉଲ୍ଲସ ସ୍ୱାଇଁ, ସ୍ୱା. ମହେଶ୍ୱର ସ୍ୱାଇଁ, ବା. କୋଟି ପ୍ରଧାନ ଗ୍ରାମର ବରାଳ, ସୁଶାନ୍ତ ପ୍ରଧାନ ବରାଳ, ପି. ଗୋପାଳ ପ୍ରଧାନ ବରାଳ, ପି. ଉଷାକର ବରାଳ, କୃଷ୍ଣ ବରାଳ, ପି. ଯୋଗେଶ ବରାଳ, ବା. ଫତେପୁର, ୮. ଅଲେଖି ସାହୁ, ପି. ଗୋବିନ୍ଦ ସାହୁ, ବା. ଅଲଗାପାଟ, ବା. କୋଟି, ଦେବିପାତା ମଲ୍ଲିକ, ପି. ଜନ୍ମୁ ମଲ୍ଲିକ, ଅଗ୍ରବାମାତ ମଲ୍ଲିକ, ସ୍ୱା- ଅଶ୍ୱର ପ୍ରଧାନ ମଲ୍ଲିକ, ବା. ଜଳଭା ୯. ଅଭେଇଦ ସ୍ୱାଇଁ, ପି. ଦେବିପାତା ସ୍ୱାଇଁ, ମହେଶ ଗୁରୁ, ପି. ଗଙ୍ଗାଧର ଗୁରୁ, ବା. ତଶା, ୧୦. ପ୍ରଧାନ ଗ୍ରାମର ସ୍ୱାଇଁ, ପି. ଉପେନ୍ଦ୍ର ସ୍ୱାଇଁ ବା. ଚନ୍ଦ୍ର, ୧୧. ଶତ୍ପଥ ମଲ୍ଲିକ, ଦିବ ମଲ୍ଲିକ, ପି. ଖେତ୍ର ମଲ୍ଲିକ, ବା. ତଶା, ମିଶ୍ର ନାଗର, ପି. ସିଂହ ନାଗର, ବା. ଅଲ୍ଲାପାଟ, ବା. କୋଟି, ପ୍ରଶାନ୍ତ ସାହୁ, ପି. ଦାସୁନ ସାହୁ, ବା. ଗୁରିଆ, ବା. ଫତେପୁର, ୧୨. ଦିବାକର ସ୍ୱାଇଁ, ଖିରୋଦ ସ୍ୱାଇଁ, ଦେବିପାତା ସ୍ୱାଇଁ, ରମ୍ଭୁ ସ୍ୱାଇଁ, ପି. ଚାନ୍ଦୁ ସ୍ୱାଇଁ, ଦିବାକର ସ୍ୱାଇଁ, ପି. ମହେଶ୍ୱର ସ୍ୱାଇଁ, ବା. ଜେକିଆ, ୧୩. ପୁରୁଷୋତ୍ତମ ଛାତ, ପି. ପୂର୍ଣ୍ଣାନନ୍ଦ ଛାତନାୟକ, ବିଶିନ ଛାତନାୟକ, ପି. ଶତ୍ପଥ ଛାତନାୟକ, ମାଲନ ଛାତନାୟକ, ପି. ବଳ ଛାତନାୟକ, ୧୪. ଗୋକୁଳ ଛାତନାୟକ, ପି. ଫକୁ ଛାତନାୟକ, ନିଶାକର ଛାତନାୟକ, ପୁରୁଷୋତ୍ତମ ଛାତନାୟକ, ପି. ନକୁଳ ଛାତନାୟକ, ବା. ଅଲ୍ଲାପାଟ, ପୂର୍ଣ୍ଣଚନ୍ଦ୍ର ସ୍ୱାଇଁ, ଚନ୍ଦ୍ରକାନ୍ତ ସ୍ୱାଇଁ, ପି. ଭରତମାଣି ସ୍ୱାଇଁ, ବା. ଲେଝିଆଁ, ୧୫. ଜନ୍ମୁ ଛାତନାୟକ, ଛତ୍ରିସ୍ତ୍ର ଛାତନାୟକ, ପି. ବିଜୟ ଛାତନାୟକ, ବା. ଅଲ୍ଲାପାଟ ରେଶନ ଦାସ ପି. ଆନନ୍ଦ ଦାସ, ବା. ଯୋଗୀନ ଦେବିଦ୍ରଙ୍ଗ, ଦେବୀ ସ୍ୱାଇଁ, ପି. ଦିବାକର ସ୍ୱାଇଁ, ସୁମନା ସ୍ୱାଇଁ, ପି. ଶିରୋଜ ସ୍ୱାଇଁ, ୧୬. ଚିଣ୍ଡିର ସ୍ୱାଇଁ, ସ୍ୱାଇଁ ବାସୁଦେବ ସ୍ୱାଇଁ, ପି. ବାଞ୍ଛାନିଧି ସ୍ୱାଇଁ, ବା. କର୍ଣ୍ଣିକ, ଭରତ ଛାତନାୟକ, ଶରତ ଛାତନାୟକ, ପି. ଗଭୀରକ ଛାତନାୟକ, ୧୭. ଦିଣ୍ଡି ବେହେରା, ପି. ଯୋଗୀ ବେହେରା, ବିଷ୍ଣୁ ବେହେରା, ପି. ଧ୍ରୁବ ବେହେରା, ଭରତମାଣ ବେହେରା, ପି. ତଦନ ବେହେରା, ୧୮. ଭଗବତ ନାୟକ, ଧ୍ରୁବ ନାୟକ, ପି. ଜନ୍ମୁ ନାୟକ, ଦୂର୍ଦିଗ ନାୟକ, ଭେଷଜେତ ଦାସ ନାୟକ, ପି. ମହେନ୍ଦ୍ରର ନାୟକ, ୧୯. ବିଶି ନାୟକ, ପି. ମାଗାଧର ନାୟକ, ରାଜେନ୍ଦ୍ର ସ୍ୱାଇଁ, ପି. ଦେବିପାତା ସ୍ୱାଇଁ, ଗୁରୁରୀଶ୍ୱ ସ୍ୱାଇଁ, ପି. ବିଡାରୀ ସ୍ୱାଇଁ, ଉତ୍କଳ୍ପ ସ୍ୱାଇଁ, ପି. କର୍ଦମନ୍ଧ ସ୍ୱାଇଁ, ବା. ଅଲ୍ଲାପାଟ, ୨୦. କୃଷ୍ଣଚନ୍ଦ୍ର ସ୍ୱାଇଁ, ପି. ଲକ୍ଷ୍ମଣ ସ୍ୱାଇଁ, ବା. କୋଟି, ଲୋକନାଥ ଦାସ, ପି. ମାୟାଧର ଦାସ, ବା. କର୍ଣ୍ଣିକ, ବା. ଫତେଙ୍ଗ, ଧ୍ରୁବ ନାଗ, ପି. କୃଷ୍ଣ ଚନ୍ଦ୍ର ନାଗର, ବା. ଅଲ୍ଲାପାଟ, ବା. କୋଟି, ୨୧. ଜଗିଦୃପାତ ପ୍ରଧାନ, ଧୂପ ପ୍ରଧାନ, କଜି ପ୍ରଧାନ, ପି. ଉଦ୍ଧବଲ ପ୍ରଧାନ, ୨୨. ଚାନ୍ଦୁରି ସ୍ୱାଇଁ, ପି. ନିଧୁ ଚରଣ, ବା. ଅଲ୍ଲାପାଟ, ପି. ମଦନ ଚରଣ, ୨୩. ଚୋଳମୋଚିଣ ବେହେରା, ମାୟାଧର — [181, 76, 472, 351]
cell-khata: 45/65 — [500, 1015, 523, 1024]
col-proposed-area: Proposed area to be Acquired (In Ac.) — [107, 41, 147, 76]
cell-total-area: 0.030 — [79, 351, 107, 626]
cell-sl: 128 — [481, 1247, 500, 1447]
table-row — [481, 618, 941, 889]
cell-tenant: ପ୍ରହ୍ଲାଦ ଦାସ, ପି. ଚିତ୍ତନ୍ନ ଚନ୍ଦ୍ର ଦାସ, ବା. କର୍ଣ୍ଣିକ, ବା. ଜଗିବିଣ୍ଡା — [651, 943, 941, 952]
newspaper-logo — [8, 3, 38, 31]
cell-total-area: 3.000 — [552, 925, 579, 934]
dateline: ଭୁବନେଶ୍ୱର, ଗୁରୁବାର, ୨୭ ଡିସେମ୍ବର, ୨୦୨୪ — [44, 9, 245, 22]
cell-total-area: 0.800 — [552, 934, 579, 943]
table-row — [481, 76, 941, 347]
cell-total-area: 0.510 — [552, 1024, 579, 1033]
cell-sl: 122 — [481, 988, 500, 997]
table-row — [481, 925, 941, 934]
cell-plot: 26 — [523, 907, 552, 916]
col-kissam: Kissam — [617, 41, 651, 76]
cell-total-area: 0.810 — [552, 907, 579, 916]
cell-khata: 45/88 — [500, 1247, 523, 1447]
cell-total-area: 1.000 — [552, 76, 579, 347]
cell-kissam: ଶାରଦ ଏକ — [617, 1033, 651, 1247]
cell-kissam: ଶାରଦ ଏକ — [147, 901, 181, 1176]
cell-kissam: ପତିତ — [617, 934, 651, 943]
cell-sl: 120 — [481, 952, 500, 970]
table-row — [481, 997, 941, 1006]
table-row — [5, 901, 472, 1176]
cell-kissam: ଶାରଦ ଏକ — [617, 916, 651, 925]
right-column — [480, 40, 941, 1447]
cell-khata: 45/61 — [500, 889, 523, 907]
cell-kissam: ଶାରଦ ତିନି — [147, 76, 181, 351]
cell-proposed-area: 1.000 — [579, 76, 617, 347]
cell-proposed-area: 1.840 — [579, 618, 617, 889]
col-sl: Sl. No. — [481, 41, 500, 76]
cell-tenant: ମଦନ ମୋହନ ଦାସ, ପି. ଗୋପୀ ମୋହନ ଦାସ, ବା. କର୍ଣ୍ଣିକ, ବା. ଜଗିବିଣ୍ଡି — [651, 934, 941, 943]
cell-sl: 106 — [5, 76, 25, 351]
cell-kissam: ଶାରଦ ତିନି — [147, 1176, 181, 1451]
cell-total-area: 8.350 — [79, 626, 107, 901]
cell-plot: 113/437 — [523, 1024, 552, 1033]
col-tenant: Name of the Tenant — [651, 41, 941, 76]
cell-tenant: ରାମ ଦାସ ଦାସ, ପି. ଦାସ, ବା. ଜଗିବିଣ୍ଡି — [651, 997, 941, 1006]
cell-plot: 26/347 — [523, 916, 552, 925]
cell-sl: 107 — [5, 351, 25, 626]
cell-plot: 220 — [49, 901, 79, 1176]
cell-tenant: ସ୍ୱ. ନିଶାକର ସ୍ୱାଇଁ ୩. ଚାନ୍ଦୁରି ସ୍ୱାଇଁ, ପି. ଉଦ୍ଧବ ସ୍ୱାଇଁ, ସୁମନା ସ୍ୱାଇଁ, ପି. ପରମେ ସ୍ୱାଇଁ ୪. ସୁରେନ୍ଦ୍ର ଶତ୍ପଥୀ, ଜାନକୀମଣି ଶତ୍ପଥୀ, ଭେଳୁ ଶତ୍ପଥୀ, ପି. ଅଭିନ ଶତ୍ପଥୀ, ପ୍ରମୋଦ ଶତ୍ପଥୀ, ପି. ଗୁରୁ ଶତ୍ପଥୀ, ୫. ବଳଭଦ୍ରଦାସ ଶତ୍ପଥୀ, ପି. ଶିବ ଶତ୍ପଥୀ, କୃଷ୍ଣ ଚନ୍ଦ୍ର ବେହେରା, ଗୁରୁଚିତ୍ତ ବେହେରା, ବେଣୁ ବେହେରା, ଭାନୁ ବେହେରା, ପି. ବଳ ବେହେରା, ୬. ପ୍ରଭାକର ଶତ୍ପଥୀ, ଦାମୋଦର ଶତ୍ପଥୀ, ସୁଦର୍ଶନ ଶତ୍ପଥୀ, ଚନ୍ଦ୍ରଧର ଶତ୍ପଥୀ, ପି. ଦିଗମ୍ବର ଶତ୍ପଥୀ, ପ୍ରଧୁମ୍ନିତ ଶତ୍ପଥୀ, ଜାନକୀ ଶତ୍ପଥୀ, ଚାନ୍ଦମୁଦେଇ ଶତ୍ପଥୀ, ପି. ଗୁରୁ ଶତ୍ପଥୀ, ୭. ଉଲ୍ଲସ ସ୍ୱାଇଁ, ସ୍ୱା. ମହେଶ୍ୱର ସ୍ୱାଇଁ, ବା. କୋଟି ପ୍ରଧାନ ଗ୍ରାମର ବରାଳ, ସୁଶାନ୍ତ ପ୍ରଧାନ ବରାଳ, ପି. ଗୋପାଳ ପ୍ରଧାନ ବରାଳ, ପି. ଉଷାକର ବରାଳ, କୃଷ୍ଣ ବରାଳ, ପି. ଯୋଗେଶ ବରାଳ, ବା. ଫତେପୁର, ୮. ଅଲେଖି ସାହୁ, ପି. ଗୋବିନ୍ଦ ସାହୁ, ବା. ଅଲଗାପାଟ, ବା. କୋଟି, ଦେବିପାତା ମଲ୍ଲିକ, ପି. ଜନ୍ମୁ ମଲ୍ଲିକ, ଅଗ୍ରବାମାତ ମଲ୍ଲିକ, ସ୍ୱା- ଅଶ୍ୱର ପ୍ରଧାନ ମଲ୍ଲିକ, ବା. ଜଳଭା ୯. ଅଭେଇଦ ସ୍ୱାଇଁ, ପି. ଦେବିପାତା ସ୍ୱାଇଁ, ମହେଶ ଗୁରୁ, ପି. ଗଙ୍ଗାଧର ଗୁରୁ, ବା. ତଶା, ୧୦. ପ୍ରଧାନ ଗ୍ରାମର ସ୍ୱାଇଁ, ପି. ଉପେନ୍ଦ୍ର ସ୍ୱାଇଁ ବା. ଚନ୍ଦ୍ର, ୧୧. ଶତ୍ପଥ ମଲ୍ଲିକ, ଦିବ ମଲ୍ଲିକ, ପି. ଖେତ୍ର ମଲ୍ଲିକ, ବା. ତଶା, ମିଶ୍ର ନାଗର, ପି. ସିଂହ ନାଗର, ବା. ଅଲ୍ଲାପାଟ, ବା. କୋଟି, ପ୍ରଶାନ୍ତ ସାହୁ, ପି. ଦାସୁନ ସାହୁ, ବା. ଗୁରିଆ, ବା. ଫତେପୁର, ୧୨. ଦିବାକର ସ୍ୱାଇଁ, ଖିରୋଦ ସ୍ୱାଇଁ, ଦେବିପାତା ସ୍ୱାଇଁ, ରମ୍ଭୁ ସ୍ୱାଇଁ, ପି. ଚାନ୍ଦୁ ସ୍ୱାଇଁ, ଦିବାକର ସ୍ୱାଇଁ, ପି. ମହେଶ୍ୱର ସ୍ୱାଇଁ, ବା. ଜେକିଆ, ୧୩. ପୁରୁଷୋତ୍ତମ ଛାତ, ପି. ପୂର୍ଣ୍ଣାନନ୍ଦ ଛାତନାୟକ, ବିଶିନ ଛାତନାୟକ, ପି. ଶତ୍ପଥ ଛାତନାୟକ, ମାଲନ ଛାତନାୟକ, ପି. ବଳ ଛାତନାୟକ, ୧୪. ଗୋକୁଳ ଛାତନାୟକ, ପି. ଫକୁ ଛାତନାୟକ, ନିଶାକର ଛାତନାୟକ, ପୁରୁଷୋତ୍ତମ ଛାତନାୟକ, ପି. ନକୁଳ ଛାତନାୟକ, ବା. ଅଲ୍ଲାପାଟ, ପୂର୍ଣ୍ଣଚନ୍ଦ୍ର ସ୍ୱାଇଁ, ଚନ୍ଦ୍ରକାନ୍ତ ସ୍ୱାଇଁ, ପି. ଭରତମାଣି ସ୍ୱାଇଁ, ବା. ଲେଝିଆଁ, ୧୫. ଜନ୍ମୁ ଛାତନାୟକ, ଛତ୍ରିସ୍ତ୍ର ଛାତନାୟକ, ପି. ବିଜୟ ଛାତନାୟକ, ବା. ଅଲ୍ଲାପାଟ ରେଶନ ଦାସ ପି. ଆନନ୍ଦ ଦାସ, ବା. ଯୋଗୀନ ଦେବିଦ୍ରଙ୍ଗ, ଦେବୀ ସ୍ୱାଇଁ, ପି. ଦିବାକର ସ୍ୱାଇଁ, ସୁମନା ସ୍ୱାଇଁ, ପି. ଶିରୋଜ ସ୍ୱାଇଁ, ୧୬. ଚିଣ୍ଡିର ସ୍ୱାଇଁ, ସ୍ୱାଇଁ ବାସୁଦେବ ସ୍ୱାଇଁ, ପି. ବାଞ୍ଛାନିଧି ସ୍ୱାଇଁ, ବା. କର୍ଣ୍ଣିକ, ଭରତ ଛାତନାୟକ, ଶରତ ଛାତନାୟକ, ପି. ଗଭୀରକ ଛାତନାୟକ, ୧୭. ଦିଣ୍ଡି ବେହେରା, ପି. ଯୋଗୀ ବେହେରା, ବିଷ୍ଣୁ ବେହେରା, ପି. ଧ୍ରୁବ ବେହେରା, ଭରତମାଣ ବେହେରା, ପି. ତଦନ ବେହେରା, ୧୮. ଭଗବତ ନାୟକ, ଧ୍ରୁବ ନାୟକ, ପି. ଜନ୍ମୁ ନାୟକ, ଦୂର୍ଦିଗ ନାୟକ, ଭେଷଜେତ ଦାସ ନାୟକ, ପି. ମହେନ୍ଦ୍ରର ନାୟକ, ୧୯. ବିଶି ନାୟକ, ପି. ମାଗାଧର ନାୟକ, ରାଜେନ୍ଦ୍ର ସ୍ୱାଇଁ, ପି. ଦେବିପାତା ସ୍ୱାଇଁ, ଗୁରୁରୀଶ୍ୱ ସ୍ୱାଇଁ, ପି. ବିଡାରୀ ସ୍ୱାଇଁ, ଉତ୍କଳ୍ପ ସ୍ୱାଇଁ, ପି. କର୍ଦମନ୍ଧ ସ୍ୱାଇଁ, ବା. ଅଲ୍ଲାପାଟ, ୨୦. କୃଷ୍ଣଚନ୍ଦ୍ର ସ୍ୱାଇଁ, ପି. ଲକ୍ଷ୍ମଣ ସ୍ୱାଇଁ, ବା. କୋଟି, ଲୋକନାଥ ଦାସ, ପି. ମାୟାଧର ଦାସ, ବା. କର୍ଣ୍ଣିକ, ବା. ଫତେଙ୍ଗ, ଧ୍ରୁବ ନାଗ, ପି. କୃଷ୍ଣ ଚନ୍ଦ୍ର ନାଗର, ବା. ଅଲ୍ଲାପାଟ, ବା. କୋଟି, ୨୧. ଜଗିଦୃପାତ ପ୍ରଧାନ, ଧୂପ ପ୍ରଧାନ, କଜି ପ୍ରଧାନ, ପି. ଉଦ୍ଧବଲ ପ୍ରଧାନ, ୨୨. ଚାନ୍ଦୁରି ସ୍ୱାଇଁ, ପି. ନିଧୁ ଚରଣ, ବା. ଅଲ୍ଲାପାଟ, ପି. ମଦନ ଚରଣ, ୨୩. ଚୋଳମୋଚିଣ ବେହେରା, ମାୟାଧର — [181, 626, 472, 901]
logo-number: 51 — [15, 11, 31, 24]
cell-total-area: 0.520 — [552, 1006, 579, 1015]
cell-sl: 121 — [481, 970, 500, 988]
table-row — [481, 988, 941, 997]
cell-khata: 45/46 — [500, 907, 523, 916]
table-row — [5, 626, 472, 901]
cell-tenant: ଭରତ ଦାସ ପି. ଯୋଗେନ୍ଦ୍ର ଦାସ, ବା. କର୍ଣ୍ଣିକ, ବା. ଜଗି — [651, 925, 941, 934]
cell-kissam: ଶାରଦ ଏକ — [617, 1015, 651, 1024]
cell-khata: 26 — [500, 916, 523, 925]
cell-plot: 207 — [49, 351, 79, 626]
cell-proposed-area: 0.400 — [579, 1006, 617, 1015]
table-row — [481, 347, 941, 618]
cell-sl: 117 — [481, 925, 500, 934]
cell-proposed-area: 7.400 — [579, 952, 617, 970]
col-total-area: Total Area (In Ac.) — [79, 41, 107, 76]
cell-plot: 232/309 — [523, 1247, 552, 1447]
cell-sl: 124 — [481, 1006, 500, 1015]
cell-khata: 45/57 — [500, 970, 523, 988]
cell-khata: 45/65 — [500, 1006, 523, 1015]
cell-khata: 45/41 — [25, 626, 49, 901]
page-number: ୮ — [918, 2, 931, 30]
cell-tenant: ମୋହନ ପ୍ରଧାନ, ପି. ଦଇତାରି ଚରଣ ପ୍ରଧାନ, ବା. ତଶା, ବା. ନିକଣ୍ଡି — [651, 1024, 941, 1033]
cell-tenant: ଜଗନ୍ନାଥ ମହାନ୍ତି, ଉଦ୍ଧବୀଚନ୍ଦ୍ର ମହାନ୍ତି, ପି. ବୃନ୍ଦାବନ ମହାନ୍ତି ୧/୪ ରେ ୧୦ ଅଣା ୫ ପାଇ, ଗ୍ରା. ମହାରଗାଁ, ବା. ଭିଙ୍ଗିଳା, ପୁଟିମ୍ବ ଦାସ, ପି. ରାମଚନ୍ଦ୍ର ଦାସ ୦/୪ ରେ ୫ ଅଣା ୭ ପାଇ, ଗ୍ରା. ନରସିହପୁର, ବା. ଯଗିବିଣ୍ଡା, ଥାନା - ନିଳଗିରର — [651, 889, 941, 907]
cell-plot: 79 (P) — [523, 1006, 552, 1015]
cell-tenant: ଜିଲାର ମହାନ୍ତି, ବା. ଅଲ୍ଲାପାଟ, ରାମ ଦାସ, ପି. ନାନି ଦାସ, ଗ୍ରା. ଅଦ୍ୱିତୀୟ ପତ୍ତନ, ପି. ଅଭିନିବେଶ ଉତ୍ତର ଚୌଧୁରୀ, ଭାବିନୀ ସ୍ତ୍ରୀ, ପି. ଗଜପତି, ଆତ୍ମନ ମହାନ୍ତି, ଭୋନି ମହାନ୍ତି, ପି. ମଦନ ମଳ ନିଧି, ପି. ଗର୍ଭି ନାରାୟଣ, ବା. ଅଲ୍ଲାପାଟ, ବା. ନିମିଡ଼ିକି, ଥାନା - ପାରାଦୀପଗଡ଼, ବା. ଭୋଗରାଇ, ରାମ ପ୍ରଧାନ, ଗ୍ରା. ଉତ୍ତର ଦେଶ, ବା. ଜଗନ୍ନାଥପୁର ଅଙ୍କଳି, ଉତ୍କଳ ଦାସ ସାମଲ, ଥାନା - ଶାସନ ଦାସ, ଗଙ୍ଗାଧର, କୁରିଆ, ବା. ଜଗନ୍ନାଥ, ବା. ବରିପଦା, ବା. ଜଗିବିଣ୍ଡା, ପି. ଗୋପାଳ ଚନ୍ଦ୍ର ଦାସ, ଜି. ଖାନ୍ଦିଆଁ, ବା. ଖାନ୍ଦି ପ୍ରଧାନ, ପି. ଲିଙ୍ଗାରାଜ ସାହୁ, ବା. ଗୋବିନ୍ଦ ନାୟକ, ଗ୍ରା. ଶାସନ ଦେଶ, ପି. ନାମ ପ୍ରଧାନ, ଶତ୍ରୁଘ୍ନ ଭୁଞ୍ଜ, ପି. ଗୋପାଳ ଉଦ୍ଧବ ନାୟକ, ଚୌଧୁରୀ ଆଦି ଦାସ, ପି. ଜୟ ପ୍ରଧାନ, ସୋମନାଥ ସାମଲ, ପି. ମଧୁ ସୂଦନ, ଦୁଃଖୀଶ୍ୟାମ ଦାସ, ଶ୍ରୀମତୀ ପ୍ରମିଳା, ଥାନା - ପାରାଦୀପ, ବା. ଅଲ୍ଲାପାଟ, ସୁଭଦ୍ରା, ପି. ମଦନ ମୋହନ ସେଠୀ, ବା. ଖୁଣ୍ଟା ଜଗିବିଣ୍ଡା, ଦେ.ଓ.ଡି.-୭୫୭, ଓଟି-୨୩.୦୪.୧୯୯୭ ଅନୁସାରେ-୧୩୪୦୦/-, ଓ.ସି.ଏସ. ଅଫିସର, ସି.ଡି. ଯାଜପୁର ଜିଲ୍ଲା, ତହସିଲ ଅନ୍ତର୍ଗତ ଓଡ଼ିଶା ଭୁଦାନ ଯଜ୍ଞ ସମିତି, ଜଗିବିଣ୍ଡା ଗ୍ରାମ ପଞ୍ଚାୟତ, ଧର୍ମଶାଳା, ଜି. ଜାଜପୁର, ପି. ଦୟାନିଧି ପ୍ରଧାନ, ବା. କୁଆଖାଇ, ବା. ଅଲ୍ଲାପାଟ, ପି. ଶିବପ୍ରସାଦ, ବା. ନିମିଡ଼ିକି — [651, 1033, 941, 1247]
cell-sl: 125 — [481, 1015, 500, 1024]
cell-proposed-area: 1.870 — [579, 997, 617, 1006]
cell-plot: 38/324 (P) — [523, 952, 552, 970]
cell-proposed-area: 14.240 — [107, 901, 147, 1176]
cell-proposed-area: 0.720 — [579, 943, 617, 952]
cell-proposed-area: 0.810 — [579, 907, 617, 916]
cell-plot: 31 — [523, 934, 552, 943]
cell-proposed-area: 0.030 — [107, 351, 147, 626]
cell-proposed-area: 0.510 — [579, 1024, 617, 1033]
cell-total-area: 14.240 — [79, 901, 107, 1176]
cell-tenant: ସ୍ୱ. ନିଶାକର ସ୍ୱାଇଁ ୩. ଚାନ୍ଦୁରି ସ୍ୱାଇଁ, ପି. ଉଦ୍ଧବ ସ୍ୱାଇଁ, ସୁମନା ସ୍ୱାଇଁ, ପି. ପରମେ ସ୍ୱାଇଁ ୪. ସୁରେନ୍ଦ୍ର ଶତ୍ପଥୀ, ଜାନକୀମଣି ଶତ୍ପଥୀ, ଭେଳୁ ଶତ୍ପଥୀ, ପି. ଅଭିନ ଶତ୍ପଥୀ, ପ୍ରମୋଦ ଶତ୍ପଥୀ, ପି. ଗୁରୁ ଶତ୍ପଥୀ, ୫. ବଳଭଦ୍ରଦାସ ଶତ୍ପଥୀ, ପି. ଶିବ ଶତ୍ପଥୀ, କୃଷ୍ଣ ଚନ୍ଦ୍ର ବେହେରା, ଗୁରୁଚିତ୍ତ ବେହେରା, ବେଣୁ ବେହେରା, ଭାନୁ ବେହେରା, ପି. ବଳ ବେହେରା, ୬. ପ୍ରଭାକର ଶତ୍ପଥୀ, ଦାମୋଦର ଶତ୍ପଥୀ, ସୁଦର୍ଶନ ଶତ୍ପଥୀ, ଚନ୍ଦ୍ରଧର ଶତ୍ପଥୀ, ପି. ଦିଗମ୍ବର ଶତ୍ପଥୀ, ପ୍ରଧୁମ୍ନିତ ଶତ୍ପଥୀ, ଜାନକୀ ଶତ୍ପଥୀ, ଚାନ୍ଦମୁଦେଇ ଶତ୍ପଥୀ, ପି. ଗୁରୁ ଶତ୍ପଥୀ, ୭. ଉଲ୍ଲସ ସ୍ୱାଇଁ, ସ୍ୱା. ମହେଶ୍ୱର ସ୍ୱାଇଁ, ବା. କୋଟି ପ୍ରଧାନ ଗ୍ରାମର ବରାଳ, ସୁଶାନ୍ତ ପ୍ରଧାନ ବରାଳ, ପି. ଗୋପାଳ ପ୍ରଧାନ ବରାଳ, ପି. ଉଷାକର ବରାଳ, କୃଷ୍ଣ ବରାଳ, ପି. ଯୋଗେଶ ବରାଳ, ବା. ଫତେପୁର, ୮. ଅଲେଖି ସାହୁ, ପି. ଗୋବିନ୍ଦ ସାହୁ, ବା. ଅଲଗାପାଟ, ବା. କୋଟି, ଦେବିପାତା ମଲ୍ଲିକ, ପି. ଜନ୍ମୁ ମଲ୍ଲିକ, ଅଗ୍ରବାମାତ ମଲ୍ଲିକ, ସ୍ୱା- ଅଶ୍ୱର ପ୍ରଧାନ ମଲ୍ଲିକ, ବା. ଜଳଭା ୯. ଅଭେଇଦ ସ୍ୱାଇଁ, ପି. ଦେବିପାତା ସ୍ୱାଇଁ, ମହେଶ ଗୁରୁ, ପି. ଗଙ୍ଗାଧର ଗୁରୁ, ବା. ତଶା, ୧୦. ପ୍ରଧାନ ଗ୍ରାମର ସ୍ୱାଇଁ, ପି. ଉପେନ୍ଦ୍ର ସ୍ୱାଇଁ ବା. ଚନ୍ଦ୍ର, ୧୧. ଶତ୍ପଥ ମଲ୍ଲିକ, ଦିବ ମଲ୍ଲିକ, ପି. ଖେତ୍ର ମଲ୍ଲିକ, ବା. ତଶା, ମିଶ୍ର ନାଗର, ପି. ସିଂହ ନାଗର, ବା. ଅଲ୍ଲାପାଟ, ବା. କୋଟି, ପ୍ରଶାନ୍ତ ସାହୁ, ପି. ଦାସୁନ ସାହୁ, ବା. ଗୁରିଆ, ବା. ଫତେପୁର, ୧୨. ଦିବାକର ସ୍ୱାଇଁ, ଖିରୋଦ ସ୍ୱାଇଁ, ଦେବିପାତା ସ୍ୱାଇଁ, ରମ୍ଭୁ ସ୍ୱାଇଁ, ପି. ଚାନ୍ଦୁ ସ୍ୱାଇଁ, ଦିବାକର ସ୍ୱାଇଁ, ପି. ମହେଶ୍ୱର ସ୍ୱାଇଁ, ବା. ଜେକିଆ, ୧୩. ପୁରୁଷୋତ୍ତମ ଛାତ, ପି. ପୂର୍ଣ୍ଣାନନ୍ଦ ଛାତନାୟକ, ବିଶିନ ଛାତନାୟକ, ପି. ଶତ୍ପଥ ଛାତନାୟକ, ମାଲନ ଛାତନାୟକ, ପି. ବଳ ଛାତନାୟକ, ୧୪. ଗୋକୁଳ ଛାତନାୟକ, ପି. ଫକୁ ଛାତନାୟକ, ନିଶାକର ଛାତନାୟକ, ପୁରୁଷୋତ୍ତମ ଛାତନାୟକ, ପି. ନକୁଳ ଛାତନାୟକ, ବା. ଅଲ୍ଲାପାଟ, ପୂର୍ଣ୍ଣଚନ୍ଦ୍ର ସ୍ୱାଇଁ, ଚନ୍ଦ୍ରକାନ୍ତ ସ୍ୱାଇଁ, ପି. ଭରତମାଣି ସ୍ୱାଇଁ, ବା. ଲେଝିଆଁ, ୧୫. ଜନ୍ମୁ ଛାତନାୟକ, ଛତ୍ରିସ୍ତ୍ର ଛାତନାୟକ, ପି. ବିଜୟ ଛାତନାୟକ, ବା. ଅଲ୍ଲାପାଟ ରେଶନ ଦାସ ପି. ଆନନ୍ଦ ଦାସ, ବା. ଯୋଗୀନ ଦେବିଦ୍ରଙ୍ଗ, ଦେବୀ ସ୍ୱାଇଁ, ପି. ଦିବାକର ସ୍ୱାଇଁ, ସୁମନା ସ୍ୱାଇଁ, ପି. ଶିରୋଜ ସ୍ୱାଇଁ, ୧୬. ଚିଣ୍ଡିର ସ୍ୱାଇଁ, ସ୍ୱାଇଁ ବାସୁଦେବ ସ୍ୱାଇଁ, ପି. ବାଞ୍ଛାନିଧି ସ୍ୱାଇଁ, ବା. କର୍ଣ୍ଣିକ, ଭରତ ଛାତନାୟକ, ଶରତ ଛାତନାୟକ, ପି. ଗଭୀରକ ଛାତନାୟକ, ୧୭. ଦିଣ୍ଡି ବେହେରା, ପି. ଯୋଗୀ ବେହେରା, ବିଷ୍ଣୁ ବେହେରା, ପି. ଧ୍ରୁବ ବେହେରା, ଭରତମାଣ ବେହେରା, ପି. ତଦନ ବେହେରା, ୧୮. ଭଗବତ ନାୟକ, ଧ୍ରୁବ ନାୟକ, ପି. ଜନ୍ମୁ ନାୟକ, ଦୂର୍ଦିଗ ନାୟକ, ଭେଷଜେତ ଦାସ ନାୟକ, ପି. ମହେନ୍ଦ୍ରର ନାୟକ, ୧୯. ବିଶି ନାୟକ, ପି. ମାଗାଧର ନାୟକ, ରାଜେନ୍ଦ୍ର ସ୍ୱାଇଁ, ପି. ଦେବିପାତା ସ୍ୱାଇଁ, ଗୁରୁରୀଶ୍ୱ ସ୍ୱାଇଁ, ପି. ବିଡାରୀ ସ୍ୱାଇଁ, ଉତ୍କଳ୍ପ ସ୍ୱାଇଁ, ପି. କର୍ଦମନ୍ଧ ସ୍ୱାଇଁ, ବା. ଅଲ୍ଲାପାଟ, ୨୦. କୃଷ୍ଣଚନ୍ଦ୍ର ସ୍ୱାଇଁ, ପି. ଲକ୍ଷ୍ମଣ ସ୍ୱାଇଁ, ବା. କୋଟି, ଲୋକନାଥ ଦାସ, ପି. ମାୟାଧର ଦାସ, ବା. କର୍ଣ୍ଣିକ, ବା. ଫତେଙ୍ଗ, ଧ୍ରୁବ ନାଗ, ପି. କୃଷ୍ଣ ଚନ୍ଦ୍ର ନାଗର, ବା. ଅଲ୍ଲାପାଟ, ବା. କୋଟି, ୨୧. ଜଗିଦୃପାତ ପ୍ରଧାନ, ଧୂପ ପ୍ରଧାନ, କଜି ପ୍ରଧାନ, ପି. ଉଦ୍ଧବଲ ପ୍ରଧାନ, ୨୨. ଚାନ୍ଦୁରି ସ୍ୱାଇଁ, ପି. ନିଧୁ ଚରଣ, ବା. ଅଲ୍ଲାପାଟ, ପି. ମଦନ ଚରଣ, ୨୩. ଚୋଳମୋଚିଣ ବେହେରା, ମାୟାଧର — [651, 76, 941, 347]
cell-tenant: ସ୍ୱ. ନିଶାକର ସ୍ୱାଇଁ ୩. ଚାନ୍ଦୁରି ସ୍ୱାଇଁ, ପି. ଉଦ୍ଧବ ସ୍ୱାଇଁ, ସୁମନା ସ୍ୱାଇଁ, ପି. ପରମେ ସ୍ୱାଇଁ ୪. ସୁରେନ୍ଦ୍ର ଶତ୍ପଥୀ, ଜାନକୀମଣି ଶତ୍ପଥୀ, ଭେଳୁ ଶତ୍ପଥୀ, ପି. ଅଭିନ ଶତ୍ପଥୀ, ପ୍ରମୋଦ ଶତ୍ପଥୀ, ପି. ଗୁରୁ ଶତ୍ପଥୀ, ୫. ବଳଭଦ୍ରଦାସ ଶତ୍ପଥୀ, ପି. ଶିବ ଶତ୍ପଥୀ, କୃଷ୍ଣ ଚନ୍ଦ୍ର ବେହେରା, ଗୁରୁଚିତ୍ତ ବେହେରା, ବେଣୁ ବେହେରା, ଭାନୁ ବେହେରା, ପି. ବଳ ବେହେରା, ୬. ପ୍ରଭାକର ଶତ୍ପଥୀ, ଦାମୋଦର ଶତ୍ପଥୀ, ସୁଦର୍ଶନ ଶତ୍ପଥୀ, ଚନ୍ଦ୍ରଧର ଶତ୍ପଥୀ, ପି. ଦିଗମ୍ବର ଶତ୍ପଥୀ, ପ୍ରଧୁମ୍ନିତ ଶତ୍ପଥୀ, ଜାନକୀ ଶତ୍ପଥୀ, ଚାନ୍ଦମୁଦେଇ ଶତ୍ପଥୀ, ପି. ଗୁରୁ ଶତ୍ପଥୀ, ୭. ଉଲ୍ଲସ ସ୍ୱାଇଁ, ସ୍ୱା. ମହେଶ୍ୱର ସ୍ୱାଇଁ, ବା. କୋଟି ପ୍ରଧାନ ଗ୍ରାମର ବରାଳ, ସୁଶାନ୍ତ ପ୍ରଧାନ ବରାଳ, ପି. ଗୋପାଳ ପ୍ରଧାନ ବରାଳ, ପି. ଉଷାକର ବରାଳ, କୃଷ୍ଣ ବରାଳ, ପି. ଯୋଗେଶ ବରାଳ, ବା. ଫତେପୁର, ୮. ଅଲେଖି ସାହୁ, ପି. ଗୋବିନ୍ଦ ସାହୁ, ବା. ଅଲଗାପାଟ, ବା. କୋଟି, ଦେବିପାତା ମଲ୍ଲିକ, ପି. ଜନ୍ମୁ ମଲ୍ଲିକ, ଅଗ୍ରବାମାତ ମଲ୍ଲିକ, ସ୍ୱା- ଅଶ୍ୱର ପ୍ରଧାନ ମଲ୍ଲିକ, ବା. ଜଳଭା ୯. ଅଭେଇଦ ସ୍ୱାଇଁ, ପି. ଦେବିପାତା ସ୍ୱାଇଁ, ମହେଶ ଗୁରୁ, ପି. ଗଙ୍ଗାଧର ଗୁରୁ, ବା. ତଶା, ୧୦. ପ୍ରଧାନ ଗ୍ରାମର ସ୍ୱାଇଁ, ପି. ଉପେନ୍ଦ୍ର ସ୍ୱାଇଁ ବା. ଚନ୍ଦ୍ର, ୧୧. ଶତ୍ପଥ ମଲ୍ଲିକ, ଦିବ ମଲ୍ଲିକ, ପି. ଖେତ୍ର ମଲ୍ଲିକ, ବା. ତଶା, ମିଶ୍ର ନାଗର, ପି. ସିଂହ ନାଗର, ବା. ଅଲ୍ଲାପାଟ, ବା. କୋଟି, ପ୍ରଶାନ୍ତ ସାହୁ, ପି. ଦାସୁନ ସାହୁ, ବା. ଗୁରିଆ, ବା. ଫତେପୁର, ୧୨. ଦିବାକର ସ୍ୱାଇଁ, ଖିରୋଦ ସ୍ୱାଇଁ, ଦେବିପାତା ସ୍ୱାଇଁ, ରମ୍ଭୁ ସ୍ୱାଇଁ, ପି. ଚାନ୍ଦୁ ସ୍ୱାଇଁ, ଦିବାକର ସ୍ୱାଇଁ, ପି. ମହେଶ୍ୱର ସ୍ୱାଇଁ, ବା. ଜେକିଆ, ୧୩. ପୁରୁଷୋତ୍ତମ ଛାତ, ପି. ପୂର୍ଣ୍ଣାନନ୍ଦ ଛାତନାୟକ, ବିଶିନ ଛାତନାୟକ, ପି. ଶତ୍ପଥ ଛାତନାୟକ, ମାଲନ ଛାତନାୟକ, ପି. ବଳ ଛାତନାୟକ, ୧୪. ଗୋକୁଳ ଛାତନାୟକ, ପି. ଫକୁ ଛାତନାୟକ, ନିଶାକର ଛାତନାୟକ, ପୁରୁଷୋତ୍ତମ ଛାତନାୟକ, ପି. ନକୁଳ ଛାତନାୟକ, ବା. ଅଲ୍ଲାପାଟ, ପୂର୍ଣ୍ଣଚନ୍ଦ୍ର ସ୍ୱାଇଁ, ଚନ୍ଦ୍ରକାନ୍ତ ସ୍ୱାଇଁ, ପି. ଭରତମାଣି ସ୍ୱାଇଁ, ବା. ଲେଝିଆଁ, ୧୫. ଜନ୍ମୁ ଛାତନାୟକ, ଛତ୍ରିସ୍ତ୍ର ଛାତନାୟକ, ପି. ବିଜୟ ଛାତନାୟକ, ବା. ଅଲ୍ଲାପାଟ ରେଶନ ଦାସ ପି. ଆନନ୍ଦ ଦାସ, ବା. ଯୋଗୀନ ଦେବିଦ୍ରଙ୍ଗ, ଦେବୀ ସ୍ୱାଇଁ, ପି. ଦିବାକର ସ୍ୱାଇଁ, ସୁମନା ସ୍ୱାଇଁ, ପି. ଶିରୋଜ ସ୍ୱାଇଁ, ୧୬. ଚିଣ୍ଡିର ସ୍ୱାଇଁ, ସ୍ୱାଇଁ ବାସୁଦେବ ସ୍ୱାଇଁ, ପି. ବାଞ୍ଛାନିଧି ସ୍ୱାଇଁ, ବା. କର୍ଣ୍ଣିକ, ଭରତ ଛାତନାୟକ, ଶରତ ଛାତନାୟକ, ପି. ଗଭୀରକ ଛାତନାୟକ, ୧୭. ଦିଣ୍ଡି ବେହେରା, ପି. ଯୋଗୀ ବେହେରା, ବିଷ୍ଣୁ ବେହେରା, ପି. ଧ୍ରୁବ ବେହେରା, ଭରତମାଣ ବେହେରା, ପି. ତଦନ ବେହେରା, ୧୮. ଭଗବତ ନାୟକ, ଧ୍ରୁବ ନାୟକ, ପି. ଜନ୍ମୁ ନାୟକ, ଦୂର୍ଦିଗ ନାୟକ, ଭେଷଜେତ ଦାସ ନାୟକ, ପି. ମହେନ୍ଦ୍ରର ନାୟକ, ୧୯. ବିଶି ନାୟକ, ପି. ମାଗାଧର ନାୟକ, ରାଜେନ୍ଦ୍ର ସ୍ୱାଇଁ, ପି. ଦେବିପାତା ସ୍ୱାଇଁ, ଗୁରୁରୀଶ୍ୱ ସ୍ୱାଇଁ, ପି. ବିଡାରୀ ସ୍ୱାଇଁ, ଉତ୍କଳ୍ପ ସ୍ୱାଇଁ, ପି. କର୍ଦମନ୍ଧ ସ୍ୱାଇଁ, ବା. ଅଲ୍ଲାପାଟ, ୨୦. କୃଷ୍ଣଚନ୍ଦ୍ର ସ୍ୱାଇଁ, ପି. ଲକ୍ଷ୍ମଣ ସ୍ୱାଇଁ, ବା. କୋଟି, ଲୋକନାଥ ଦାସ, ପି. ମାୟାଧର ଦାସ, ବା. କର୍ଣ୍ଣିକ, ବା. ଫତେଙ୍ଗ, ଧ୍ରୁବ ନାଗ, ପି. କୃଷ୍ଣ ଚନ୍ଦ୍ର ନାଗର, ବା. ଅଲ୍ଲାପାଟ, ବା. କୋଟି, ୨୧. ଜଗିଦୃପାତ ପ୍ରଧାନ, ଧୂପ ପ୍ରଧାନ, କଜି ପ୍ରଧାନ, ପି. ଉଦ୍ଧବଲ ପ୍ରଧାନ, ୨୨. ଚାନ୍ଦୁରି ସ୍ୱାଇଁ, ପି. ନିଧୁ ଚରଣ, ବା. ଅଲ୍ଲାପାଟ, ପି. ମଦନ ଚରଣ, ୨୩. ଚୋଳମୋଚିଣ ବେହେରା, ମାୟାଧର — [181, 351, 472, 626]
table-row — [481, 943, 941, 952]
cell-plot: 38/431 — [523, 988, 552, 997]
cell-tenant: ଓଡ଼ିଶା ସରକାର, ଚାଉଳ ମାଲିକ, ପି. ଶିଶୁପାଳ ଦାସ, ବା. ଜଗିବିଣ୍ଡାପୁର, ପି. ଚତୁରଙ୍ଗ, ବିଦ୍ୟାବନ୍ତ ଦେବେ, ପି. ପୁଣ୍ୟଧ୍ୱଜ ଦେବ, ବା. ଉଦ୍ୟାନ, ବା. ଅବ୍ୟାପକ, ବିଶ୍ୱନାଥ ସାମଲ, ପି. ବୁଲୁ ସାମଲ, ବା. ଅଲ୍ଲାପାଟ, ବା. ବାରିପଦା — [651, 970, 941, 988]
cell-plot: 189/289 (P) — [523, 618, 552, 889]
col-plot: Plot No. — [523, 41, 552, 76]
cell-total-area: 1.870 — [552, 997, 579, 1006]
cell-kissam: ଶାରଦ ଏକ — [617, 907, 651, 916]
cell-sl: 112 — [481, 347, 500, 618]
cell-total-area: 17.740 — [552, 1247, 579, 1447]
cell-kissam: ଶାରଦ ତିନି — [617, 347, 651, 618]
page-header — [0, 0, 945, 36]
cell-proposed-area: 17.740 — [579, 1247, 617, 1447]
cell-khata: 45/88 — [500, 1033, 523, 1247]
cell-khata: 45/54 — [500, 934, 523, 943]
cell-khata: 45/41 — [25, 76, 49, 351]
cell-proposed-area: 0.080 — [579, 889, 617, 907]
cell-tenant: ସ୍ୱ. ନିଶାକର ସ୍ୱାଇଁ ୩. ଚାନ୍ଦୁରି ସ୍ୱାଇଁ, ପି. ଉଦ୍ଧବ ସ୍ୱାଇଁ, ସୁମନା ସ୍ୱାଇଁ, ପି. ପରମେ ସ୍ୱାଇଁ ୪. ସୁରେନ୍ଦ୍ର ଶତ୍ପଥୀ, ଜାନକୀମଣି ଶତ୍ପଥୀ, ଭେଳୁ ଶତ୍ପଥୀ, ପି. ଅଭିନ ଶତ୍ପଥୀ, ପ୍ରମୋଦ ଶତ୍ପଥୀ, ପି. ଗୁରୁ ଶତ୍ପଥୀ, ୫. ବଳଭଦ୍ରଦାସ ଶତ୍ପଥୀ, ପି. ଶିବ ଶତ୍ପଥୀ, କୃଷ୍ଣ ଚନ୍ଦ୍ର ବେହେରା, ଗୁରୁଚିତ୍ତ ବେହେରା, ବେଣୁ ବେହେରା, ଭାନୁ ବେହେରା, ପି. ବଳ ବେହେରା, ୬. ପ୍ରଭାକର ଶତ୍ପଥୀ, ଦାମୋଦର ଶତ୍ପଥୀ, ସୁଦର୍ଶନ ଶତ୍ପଥୀ, ଚନ୍ଦ୍ରଧର ଶତ୍ପଥୀ, ପି. ଦିଗମ୍ବର ଶତ୍ପଥୀ, ପ୍ରଧୁମ୍ନିତ ଶତ୍ପଥୀ, ଜାନକୀ ଶତ୍ପଥୀ, ଚାନ୍ଦମୁଦେଇ ଶତ୍ପଥୀ, ପି. ଗୁରୁ ଶତ୍ପଥୀ, ୭. ଉଲ୍ଲସ ସ୍ୱାଇଁ, ସ୍ୱା. ମହେଶ୍ୱର ସ୍ୱାଇଁ, ବା. କୋଟି ପ୍ରଧାନ ଗ୍ରାମର ବରାଳ, ସୁଶାନ୍ତ ପ୍ରଧାନ ବରାଳ, ପି. ଗୋପାଳ ପ୍ରଧାନ ବରାଳ, ପି. ଉଷାକର ବରାଳ, କୃଷ୍ଣ ବରାଳ, ପି. ଯୋଗେଶ ବରାଳ, ବା. ଫତେପୁର, ୮. ଅଲେଖି ସାହୁ, ପି. ଗୋବିନ୍ଦ ସାହୁ, ବା. ଅଲଗାପାଟ, ବା. କୋଟି, ଦେବିପାତା ମଲ୍ଲିକ, ପି. ଜନ୍ମୁ ମଲ୍ଲିକ, ଅଗ୍ରବାମାତ ମଲ୍ଲିକ, ସ୍ୱା- ଅଶ୍ୱର ପ୍ରଧାନ ମଲ୍ଲିକ, ବା. ଜଳଭା ୯. ଅଭେଇଦ ସ୍ୱାଇଁ, ପି. ଦେବିପାତା ସ୍ୱାଇଁ, ମହେଶ ଗୁରୁ, ପି. ଗଙ୍ଗାଧର ଗୁରୁ, ବା. ତଶା, ୧୦. ପ୍ରଧାନ ଗ୍ରାମର ସ୍ୱାଇଁ, ପି. ଉପେନ୍ଦ୍ର ସ୍ୱାଇଁ ବା. ଚନ୍ଦ୍ର, ୧୧. ଶତ୍ପଥ ମଲ୍ଲିକ, ଦିବ ମଲ୍ଲିକ, ପି. ଖେତ୍ର ମଲ୍ଲିକ, ବା. ତଶା, ମିଶ୍ର ନାଗର, ପି. ସିଂହ ନାଗର, ବା. ଅଲ୍ଲାପାଟ, ବା. କୋଟି, ପ୍ରଶାନ୍ତ ସାହୁ, ପି. ଦାସୁନ ସାହୁ, ବା. ଗୁରିଆ, ବା. ଫତେପୁର, ୧୨. ଦିବାକର ସ୍ୱାଇଁ, ଖିରୋଦ ସ୍ୱାଇଁ, ଦେବିପାତା ସ୍ୱାଇଁ, ରମ୍ଭୁ ସ୍ୱାଇଁ, ପି. ଚାନ୍ଦୁ ସ୍ୱାଇଁ, ଦିବାକର ସ୍ୱାଇଁ, ପି. ମହେଶ୍ୱର ସ୍ୱାଇଁ, ବା. ଜେକିଆ, ୧୩. ପୁରୁଷୋତ୍ତମ ଛାତ, ପି. ପୂର୍ଣ୍ଣାନନ୍ଦ ଛାତନାୟକ, ବିଶିନ ଛାତନାୟକ, ପି. ଶତ୍ପଥ ଛାତନାୟକ, ମାଲନ ଛାତନାୟକ, ପି. ବଳ ଛାତନାୟକ, ୧୪. ଗୋକୁଳ ଛାତନାୟକ, ପି. ଫକୁ ଛାତନାୟକ, ନିଶାକର ଛାତନାୟକ, ପୁରୁଷୋତ୍ତମ ଛାତନାୟକ, ପି. ନକୁଳ ଛାତନାୟକ, ବା. ଅଲ୍ଲାପାଟ, ପୂର୍ଣ୍ଣଚନ୍ଦ୍ର ସ୍ୱାଇଁ, ଚନ୍ଦ୍ରକାନ୍ତ ସ୍ୱାଇଁ, ପି. ଭରତମାଣି ସ୍ୱାଇଁ, ବା. ଲେଝିଆଁ, ୧୫. ଜନ୍ମୁ ଛାତନାୟକ, ଛତ୍ରିସ୍ତ୍ର ଛାତନାୟକ, ପି. ବିଜୟ ଛାତନାୟକ, ବା. ଅଲ୍ଲାପାଟ ରେଶନ ଦାସ ପି. ଆନନ୍ଦ ଦାସ, ବା. ଯୋଗୀନ ଦେବିଦ୍ରଙ୍ଗ, ଦେବୀ ସ୍ୱାଇଁ, ପି. ଦିବାକର ସ୍ୱାଇଁ, ସୁମନା ସ୍ୱାଇଁ, ପି. ଶିରୋଜ ସ୍ୱାଇଁ, ୧୬. ଚିଣ୍ଡିର ସ୍ୱାଇଁ, ସ୍ୱାଇଁ ବାସୁଦେବ ସ୍ୱାଇଁ, ପି. ବାଞ୍ଛାନିଧି ସ୍ୱାଇଁ, ବା. କର୍ଣ୍ଣିକ, ଭରତ ଛାତନାୟକ, ଶରତ ଛାତନାୟକ, ପି. ଗଭୀରକ ଛାତନାୟକ, ୧୭. ଦିଣ୍ଡି ବେହେରା, ପି. ଯୋଗୀ ବେହେରା, ବିଷ୍ଣୁ ବେହେରା, ପି. ଧ୍ରୁବ ବେହେରା, ଭରତମାଣ ବେହେରା, ପି. ତଦନ ବେହେରା, ୧୮. ଭଗବତ ନାୟକ, ଧ୍ରୁବ ନାୟକ, ପି. ଜନ୍ମୁ ନାୟକ, ଦୂର୍ଦିଗ ନାୟକ, ଭେଷଜେତ ଦାସ ନାୟକ, ପି. ମହେନ୍ଦ୍ରର ନାୟକ, ୧୯. ବିଶି ନାୟକ, ପି. ମାଗାଧର ନାୟକ, ରାଜେନ୍ଦ୍ର ସ୍ୱାଇଁ, ପି. ଦେବିପାତା ସ୍ୱାଇଁ, ଗୁରୁରୀଶ୍ୱ ସ୍ୱାଇଁ, ପି. ବିଡାରୀ ସ୍ୱାଇଁ, ଉତ୍କଳ୍ପ ସ୍ୱାଇଁ, ପି. କର୍ଦମନ୍ଧ ସ୍ୱାଇଁ, ବା. ଅଲ୍ଲାପାଟ, ୨୦. କୃଷ୍ଣଚନ୍ଦ୍ର ସ୍ୱାଇଁ, ପି. ଲକ୍ଷ୍ମଣ ସ୍ୱାଇଁ, ବା. କୋଟି, ଲୋକନାଥ ଦାସ, ପି. ମାୟାଧର ଦାସ, ବା. କର୍ଣ୍ଣିକ, ବା. ଫତେଙ୍ଗ, ଧ୍ରୁବ ନାଗ, ପି. କୃଷ୍ଣ ଚନ୍ଦ୍ର ନାଗର, ବା. ଅଲ୍ଲାପାଟ, ବା. କୋଟି, ୨୧. ଜଗିଦୃପାତ ପ୍ରଧାନ, ଧୂପ ପ୍ରଧାନ, କଜି ପ୍ରଧାନ, ପି. ଉଦ୍ଧବଲ ପ୍ରଧାନ, ୨୨. ଚାନ୍ଦୁରି ସ୍ୱାଇଁ, ପି. ନିଧୁ ଚରଣ, ବା. ଅଲ୍ଲାପାଟ, ପି. ମଦନ ଚରଣ, ୨୩. ଚୋଳମୋଚିଣ ବେହେରା, ମାୟାଧର — [181, 901, 472, 1176]
cell-kissam: ଜଳାଶୟ ପୁର — [617, 889, 651, 907]
cell-khata: 45/41 — [25, 1176, 49, 1451]
cell-plot: 206 (P) — [49, 76, 79, 351]
cell-tenant: ଜିଲାର ମହାନ୍ତି, ବା. ଅଲ୍ଲାପାଟ, ରାମ ଦାସ, ପି. ନାନି ଦାସ, ଗ୍ରା. ଅଦ୍ୱିତୀୟ ପତ୍ତନ, ପି. ଅଭିନିବେଶ ଉତ୍ତର ଚୌଧୁରୀ, ଭାବିନୀ ସ୍ତ୍ରୀ, ପି. ଗଜପତି, ଆତ୍ମନ ମହାନ୍ତି, ଭୋନି ମହାନ୍ତି, ପି. ମଦନ ମଳ ନିଧି, ପି. ଗର୍ଭି ନାରାୟଣ, ବା. ଅଲ୍ଲାପାଟ, ବା. ନିମିଡ଼ିକି, ଥାନା - ପାରାଦୀପଗଡ଼, ବା. ଭୋଗରାଇ, ରାମ ପ୍ରଧାନ, ଗ୍ରା. ଉତ୍ତର ଦେଶ, ବା. ଜଗନ୍ନାଥପୁର ଅଙ୍କଳି, ଉତ୍କଳ ଦାସ ସାମଲ, ଥାନା - ଶାସନ ଦାସ, ଗଙ୍ଗାଧର, କୁରିଆ, ବା. ଜଗନ୍ନାଥ, ବା. ବରିପଦା, ବା. ଜଗିବିଣ୍ଡା, ପି. ଗୋପାଳ ଚନ୍ଦ୍ର ଦାସ, ଜି. ଖାନ୍ଦିଆଁ, ବା. ଖାନ୍ଦି ପ୍ରଧାନ, ପି. ଲିଙ୍ଗାରାଜ ସାହୁ, ବା. ଗୋବିନ୍ଦ ନାୟକ, ଗ୍ରା. ଶାସନ ଦେଶ, ପି. ନାମ ପ୍ରଧାନ, ଶତ୍ରୁଘ୍ନ ଭୁଞ୍ଜ, ପି. ଗୋପାଳ ଉଦ୍ଧବ ନାୟକ, ଚୌଧୁରୀ ଆଦି ଦାସ, ପି. ଜୟ ପ୍ରଧାନ, ସୋମନାଥ ସାମଲ, ପି. ମଧୁ ସୂଦନ, ଦୁଃଖୀଶ୍ୟାମ ଦାସ, ଶ୍ରୀମତୀ ପ୍ରମିଳା, ଥାନା - ପାରାଦୀପ, ବା. ଅଲ୍ଲାପାଟ, ସୁଭଦ୍ରା, ପି. ମଦନ ମୋହନ ସେଠୀ, ବା. ଖୁଣ୍ଟା ଜଗିବିଣ୍ଡା, ଦେ.ଓ.ଡି.-୭୫୭, ଓଟି-୨୩.୦୪.୧୯୯୭ ଅନୁସାରେ-୧୩୪୦୦/-, ଓ.ସି.ଏସ. ଅଫିସର, ସି.ଡି. ଯାଜପୁର ଜିଲ୍ଲା, ତହସିଲ ଅନ୍ତର୍ଗତ ଓଡ଼ିଶା ଭୁଦାନ ଯଜ୍ଞ ସମିତି, ଜଗିବିଣ୍ଡା ଗ୍ରାମ ପଞ୍ଚାୟତ, ଧର୍ମଶାଳା, ଜି. ଜାଜପୁର, ପି. ଦୟାନିଧି ପ୍ରଧାନ, ବା. କୁଆଖାଇ, ବା. ଅଲ୍ଲାପାଟ, ପି. ଶିବପ୍ରସାଦ, ବା. ନିମିଡ଼ିକି — [651, 1247, 941, 1447]
cell-kissam: ଶାରଦ ଏକ — [617, 970, 651, 988]
cell-plot: 227 — [523, 347, 552, 618]
cell-plot: 223 — [49, 1176, 79, 1451]
cell-sl: 116 — [481, 916, 500, 925]
cell-proposed-area: 0.670 — [107, 76, 147, 351]
cell-kissam: ଶାରଦ ଏକ — [617, 1006, 651, 1015]
